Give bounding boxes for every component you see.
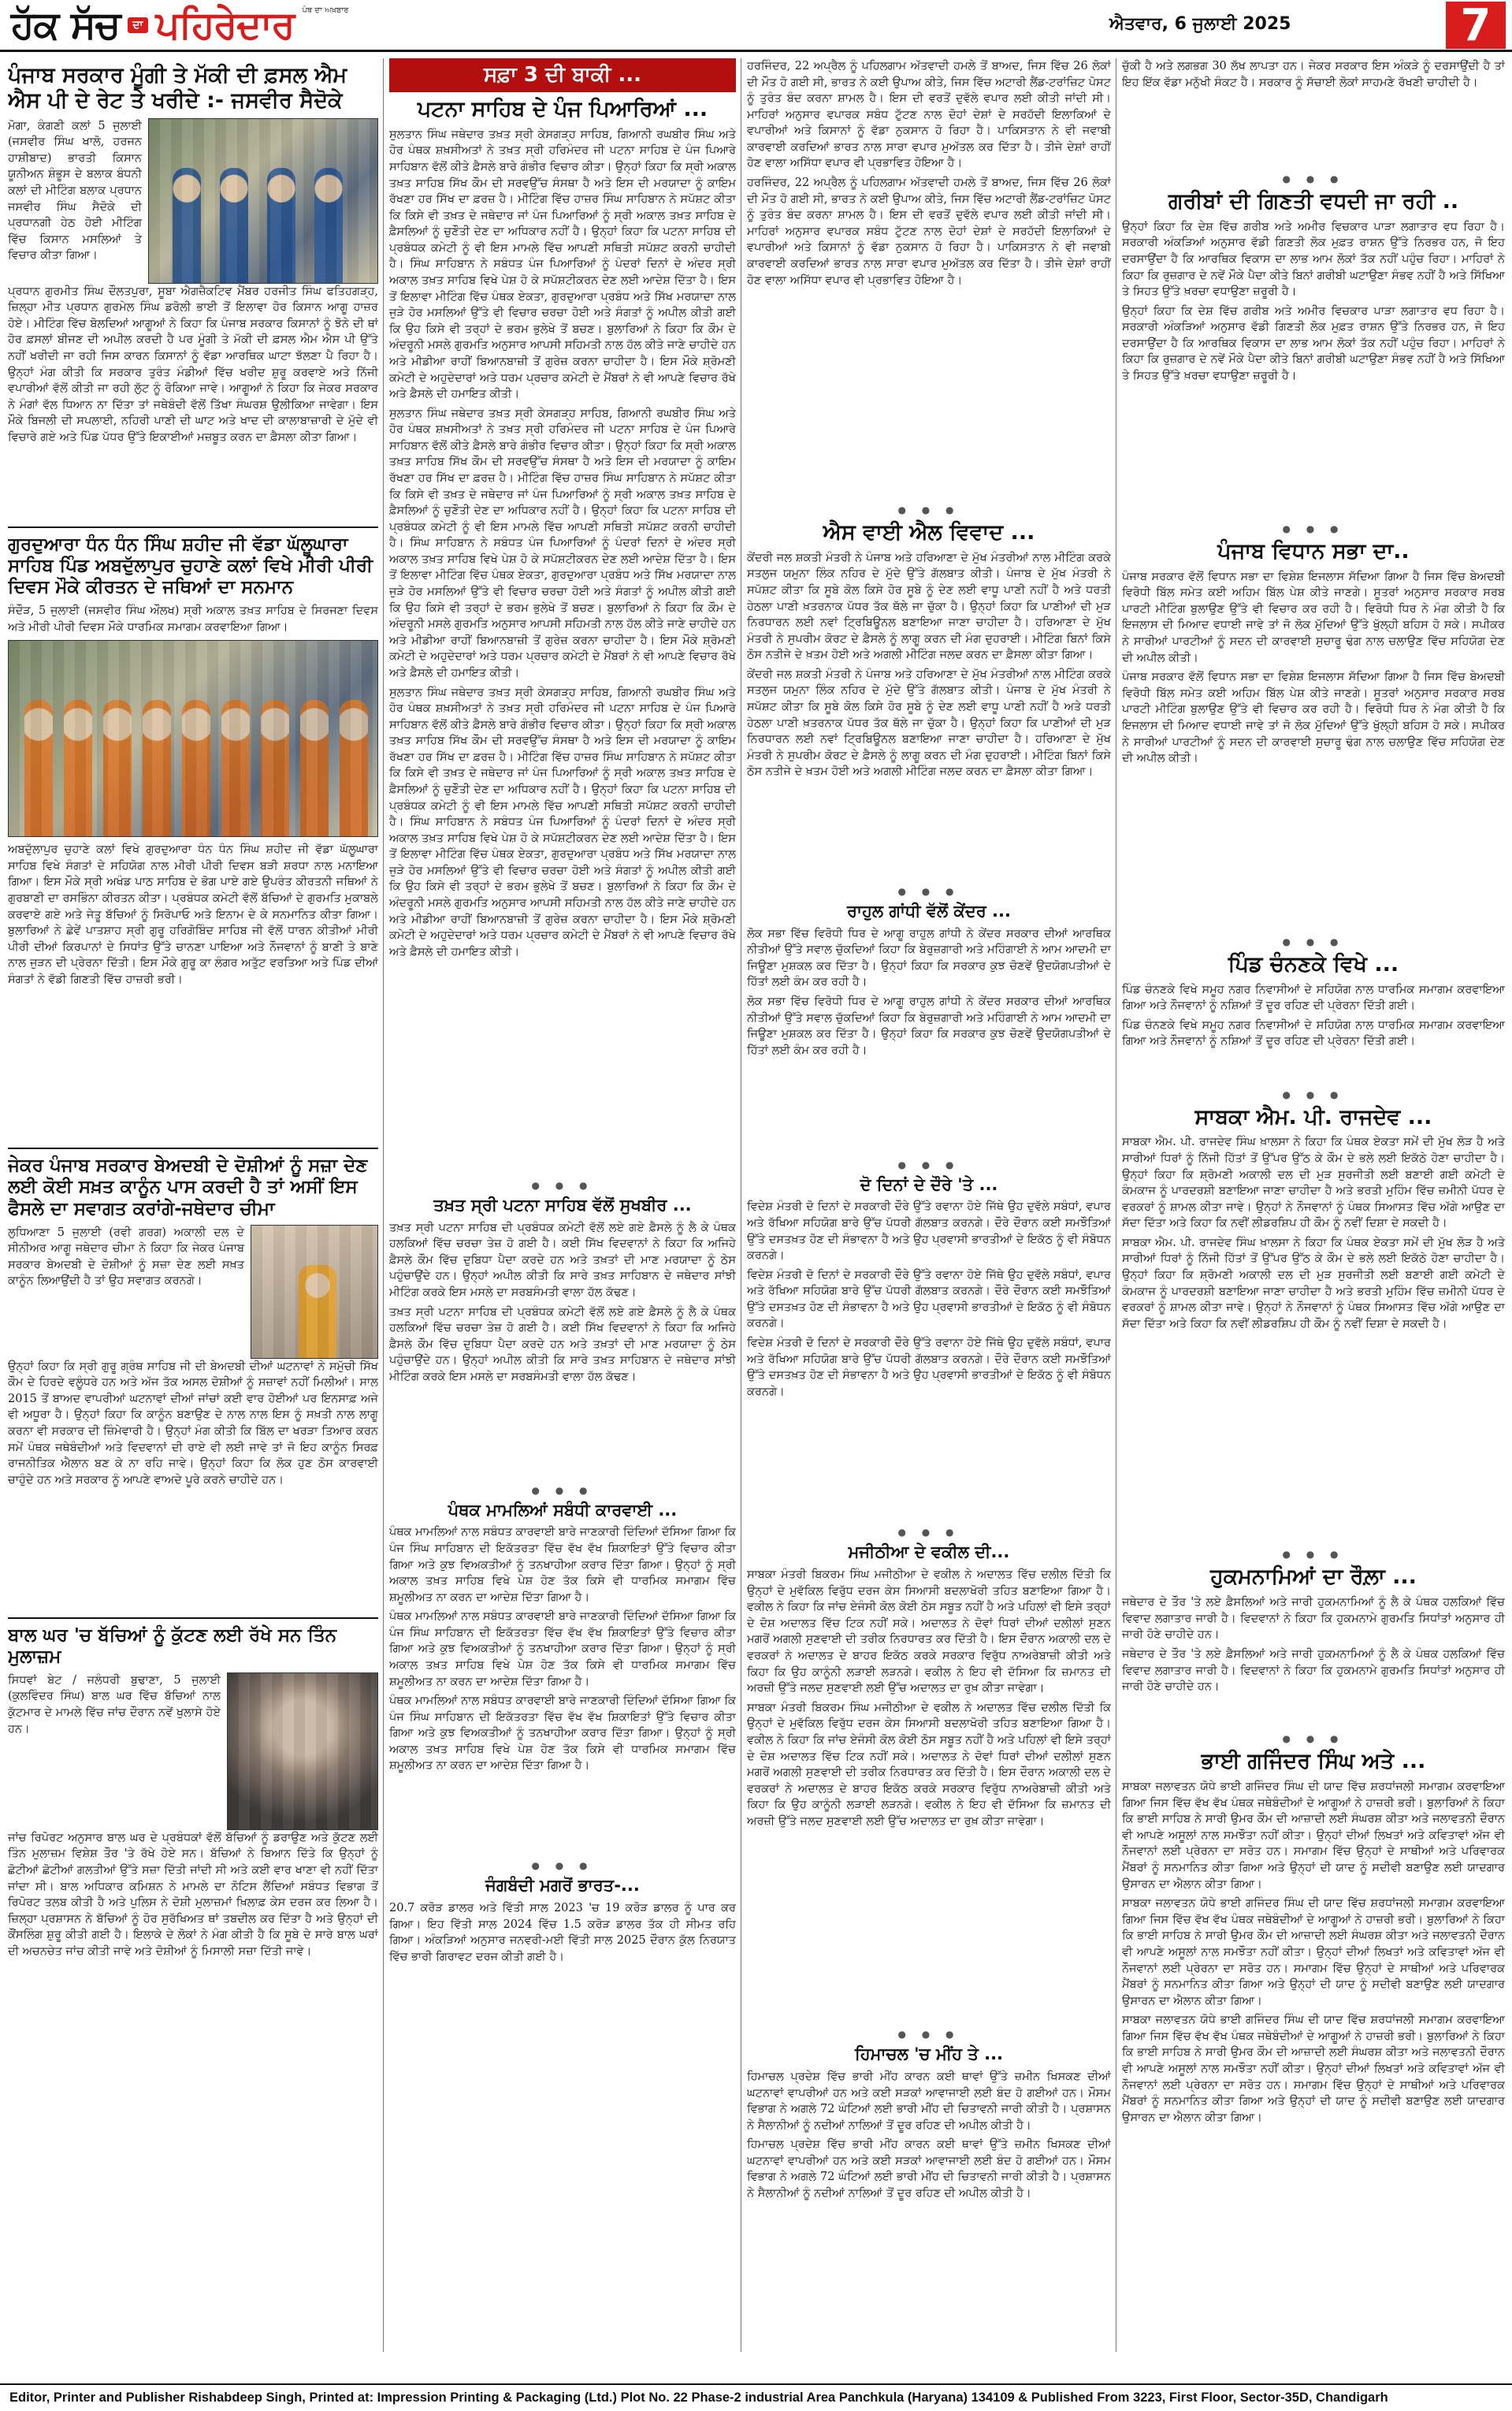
article-india-trade (389, 1876, 736, 2089)
headline: ਜੰਗਬੰਦੀ ਮਗਰੋਂ ਭਾਰਤ-... (485, 1876, 640, 1896)
imprint-footer: Editor, Printer and Publisher Rishabdeep Singh, Printed at: Impression Printing & Packaging (Ltd.) Plot No. 22 Phase-2 industrial Area Panchkula (Haryana) 134109 & Published From 3223, First Floor, Sector-35D, Chandigarh (0, 2383, 1512, 2411)
headline: ਪਿੰਡ ਚੰਨਣਕੇ ਵਿਖੇ ... (1228, 951, 1399, 977)
article-miri-piri-divas (8, 534, 378, 1142)
article-body: ਸਾਬਕਾ ਜਲਾਵਤਨ ਯੋਧੇ ਭਾਈ ਗਜਿੰਦਰ ਸਿੰਘ ਦੀ ਯਾਦ ਵਿੱਚ ਸ਼ਰਧਾਂਜਲੀ ਸਮਾਗਮ ਕਰਵਾਇਆ ਗਿਆ ਜਿਸ ਵਿੱਚ ਵੱਖ ਵੱਖ ਪੰਥਕ ਜਥੇਬੰਦੀਆਂ ਦੇ ਆਗੂਆਂ ਨੇ ਹਾਜ਼ਰੀ ਭਰੀ। ਬੁਲਾਰਿਆਂ ਨੇ ਕਿਹਾ ਕਿ ਭਾਈ ਸਾਹਿਬ ਨੇ ਸਾਰੀ ਉਮਰ ਕੌਮ ਦੀ ਆਜ਼ਾਦੀ ਲਈ ਸੰਘਰਸ਼ ਕੀਤਾ ਅਤੇ ਜਲਾਵਤਨੀ ਦੌਰਾਨ ਵੀ ਆਪਣੇ ਅਸੂਲਾਂ ਨਾਲ ਸਮਝੌਤਾ ਨਹੀਂ ਕੀਤਾ। ਉਨ੍ਹਾਂ ਦੀਆਂ ਲਿਖਤਾਂ ਅਤੇ ਕਵਿਤਾਵਾਂ ਅੱਜ ਵੀ ਨੌਜਵਾਨਾਂ ਲਈ ਪ੍ਰੇਰਨਾ ਦਾ ਸਰੋਤ ਹਨ। ਸਮਾਗਮ ਵਿੱਚ ਉਨ੍ਹਾਂ ਦੇ ਸਾਥੀਆਂ ਅਤੇ ਪਰਿਵਾਰਕ ਮੈਂਬਰਾਂ ਨੂੰ ਸਨਮਾਨਿਤ ਕੀਤਾ ਗਿਆ ਅਤੇ ਉਨ੍ਹਾਂ ਦੀ ਯਾਦ ਨੂੰ ਸਦੀਵੀ ਬਣਾਉਣ ਲਈ ਯਾਦਗਾਰ ਉਸਾਰਨ ਦਾ ਐਲਾਨ ਕੀਤਾ ਗਿਆ। ਸਾਬਕਾ ਜਲਾਵਤਨ ਯੋਧੇ ਭਾਈ ਗਜਿੰਦਰ ਸਿੰਘ ਦੀ ਯਾਦ ਵਿੱਚ ਸ਼ਰਧਾਂਜਲੀ ਸਮਾਗਮ ਕਰਵਾਇਆ ਗਿਆ ਜਿਸ ਵਿੱਚ ਵੱਖ ਵੱਖ ਪੰਥਕ ਜਥੇਬੰਦੀਆਂ ਦੇ ਆਗੂਆਂ ਨੇ ਹਾਜ਼ਰੀ ਭਰੀ। ਬੁਲਾਰਿਆਂ ਨੇ ਕਿਹਾ ਕਿ ਭਾਈ ਸਾਹਿਬ ਨੇ ਸਾਰੀ ਉਮਰ ਕੌਮ ਦੀ ਆਜ਼ਾਦੀ ਲਈ ਸੰਘਰਸ਼ ਕੀਤਾ ਅਤੇ ਜਲਾਵਤਨੀ ਦੌਰਾਨ ਵੀ ਆਪਣੇ ਅਸੂਲਾਂ ਨਾਲ ਸਮਝੌਤਾ ਨਹੀਂ ਕੀਤਾ। ਉਨ੍ਹਾਂ ਦੀਆਂ ਲਿਖਤਾਂ ਅਤੇ ਕਵਿਤਾਵਾਂ ਅੱਜ ਵੀ ਨੌਜਵਾਨਾਂ ਲਈ ਪ੍ਰੇਰਨਾ ਦਾ ਸਰੋਤ ਹਨ। ਸਮਾਗਮ ਵਿੱਚ ਉਨ੍ਹਾਂ ਦੇ ਸਾਥੀਆਂ ਅਤੇ ਪਰਿਵਾਰਕ ਮੈਂਬਰਾਂ ਨੂੰ ਸਨਮਾਨਿਤ ਕੀਤਾ ਗਿਆ ਅਤੇ ਉਨ੍ਹਾਂ ਦੀ ਯਾਦ ਨੂੰ ਸਦੀਵੀ ਬਣਾਉਣ ਲਈ ਯਾਦਗਾਰ ਉਸਾਰਨ ਦਾ ਐਲਾਨ ਕੀਤਾ ਗਿਆ। ਸਾਬਕਾ ਜਲਾਵਤਨ ਯੋਧੇ ਭਾਈ ਗਜਿੰਦਰ ਸਿੰਘ ਦੀ ਯਾਦ ਵਿੱਚ ਸ਼ਰਧਾਂਜਲੀ ਸਮਾਗਮ ਕਰਵਾਇਆ ਗਿਆ ਜਿਸ ਵਿੱਚ ਵੱਖ ਵੱਖ ਪੰਥਕ ਜਥੇਬੰਦੀਆਂ ਦੇ ਆਗੂਆਂ ਨੇ ਹਾਜ਼ਰੀ ਭਰੀ। ਬੁਲਾਰਿਆਂ ਨੇ ਕਿਹਾ ਕਿ ਭਾਈ ਸਾਹਿਬ ਨੇ ਸਾਰੀ ਉਮਰ ਕੌਮ ਦੀ ਆਜ਼ਾਦੀ ਲਈ ਸੰਘਰਸ਼ ਕੀਤਾ ਅਤੇ ਜਲਾਵਤਨੀ ਦੌਰਾਨ ਵੀ ਆਪਣੇ ਅਸੂਲਾਂ ਨਾਲ ਸਮਝੌਤਾ ਨਹੀਂ ਕੀਤਾ। ਉਨ੍ਹਾਂ ਦੀਆਂ ਲਿਖਤਾਂ ਅਤੇ ਕਵਿਤਾਵਾਂ ਅੱਜ ਵੀ ਨੌਜਵਾਨਾਂ ਲਈ ਪ੍ਰੇਰਨਾ ਦਾ ਸਰੋਤ ਹਨ। ਸਮਾਗਮ ਵਿੱਚ ਉਨ੍ਹਾਂ ਦੇ ਸਾਥੀਆਂ ਅਤੇ ਪਰਿਵਾਰਕ ਮੈਂਬਰਾਂ ਨੂੰ ਸਨਮਾਨਿਤ ਕੀਤਾ ਗਿਆ ਅਤੇ ਉਨ੍ਹਾਂ ਦੀ ਯਾਦ ਨੂੰ ਸਦੀਵੀ ਬਣਾਉਣ ਲਈ ਯਾਦਗਾਰ ਉਸਾਰਨ ਦਾ ਐਲਾਨ ਕੀਤਾ ਗਿਆ। (1122, 1780, 1505, 2124)
headline: ਐਸ ਵਾਈ ਐਲ ਵਿਵਾਦ ... (823, 520, 1035, 545)
headline: ਪੰਥਕ ਮਾਮਲਿਆਂ ਸਬੰਧੀ ਕਾਰਵਾਈ ... (448, 1500, 678, 1520)
article-majithia-lawyer (747, 1542, 1111, 2024)
article-body: ਜਾਂਚ ਰਿਪੋਰਟ ਅਨੁਸਾਰ ਬਾਲ ਘਰ ਦੇ ਪ੍ਰਬੰਧਕਾਂ ਵੱਲੋਂ ਬੱਚਿਆਂ ਨੂੰ ਡਰਾਉਣ ਅਤੇ ਕੁੱਟਣ ਲਈ ਤਿੰਨ ਮੁਲਾਜ਼ਮ ਵਿਸ਼ੇਸ਼ ਤੌਰ 'ਤੇ ਰੱਖੇ ਹੋਏ ਸਨ। ਬੱਚਿਆਂ ਨੇ ਬਿਆਨ ਦਿੱਤੇ ਕਿ ਉਨ੍ਹਾਂ ਨੂੰ ਛੋਟੀਆਂ ਛੋਟੀਆਂ ਗਲਤੀਆਂ ਉੱਤੇ ਸਜ਼ਾ ਦਿੱਤੀ ਜਾਂਦੀ ਸੀ ਅਤੇ ਕਈ ਵਾਰ ਖਾਣਾ ਵੀ ਨਹੀਂ ਦਿੱਤਾ ਜਾਂਦਾ ਸੀ। ਬਾਲ ਅਧਿਕਾਰ ਕਮਿਸ਼ਨ ਨੇ ਮਾਮਲੇ ਦਾ ਨੋਟਿਸ ਲੈਂਦਿਆਂ ਸਬੰਧਤ ਵਿਭਾਗ ਤੋਂ ਰਿਪੋਰਟ ਤਲਬ ਕੀਤੀ ਹੈ ਅਤੇ ਪੁਲਿਸ ਨੇ ਦੋਸ਼ੀ ਮੁਲਾਜ਼ਮਾਂ ਖ਼ਿਲਾਫ਼ ਕੇਸ ਦਰਜ ਕਰ ਲਿਆ ਹੈ। ਜ਼ਿਲ੍ਹਾ ਪ੍ਰਸ਼ਾਸਨ ਨੇ ਬੱਚਿਆਂ ਨੂੰ ਹੋਰ ਸੁਰੱਖਿਅਤ ਥਾਂ ਤਬਦੀਲ ਕਰ ਦਿੱਤਾ ਹੈ ਅਤੇ ਉਨ੍ਹਾਂ ਦੀ ਕੌਂਸਲਿੰਗ ਸ਼ੁਰੂ ਕੀਤੀ ਗਈ ਹੈ। ਇਲਾਕੇ ਦੇ ਲੋਕਾਂ ਨੇ ਮੰਗ ਕੀਤੀ ਹੈ ਕਿ ਸੂਬੇ ਦੇ ਸਾਰੇ ਬਾਲ ਘਰਾਂ ਦੀ ਅਚਨਚੇਤ ਜਾਂਚ ਕੀਤੀ ਜਾਵੇ ਅਤੇ ਦੋਸ਼ੀਆਂ ਨੂੰ ਮਿਸਾਲੀ ਸਜ਼ਾ ਦਿੱਤੀ ਜਾਵੇ। (8, 1831, 378, 1958)
article-body: ਹਰਜਿੰਦਰ, 22 ਅਪ੍ਰੈਲ ਨੂੰ ਪਹਿਲਗਾਮ ਅੱਤਵਾਦੀ ਹਮਲੇ ਤੋਂ ਬਾਅਦ, ਜਿਸ ਵਿੱਚ 26 ਲੋਕਾਂ ਦੀ ਮੌਤ ਹੋ ਗਈ ਸੀ, ਭਾਰਤ ਨੇ ਕਈ ਉਪਾਅ ਕੀਤੇ, ਜਿਸ ਵਿੱਚ ਅਟਾਰੀ ਲੈਂਡ-ਟਰਾਂਜ਼ਿਟ ਪੋਸਟ ਨੂੰ ਤੁਰੰਤ ਬੰਦ ਕਰਨਾ ਸ਼ਾਮਲ ਹੈ। ਇਸ ਦੀ ਵਰਤੋਂ ਦੁਵੱਲੇ ਵਪਾਰ ਲਈ ਕੀਤੀ ਜਾਂਦੀ ਸੀ। ਮਾਹਿਰਾਂ ਅਨੁਸਾਰ ਵਪਾਰਕ ਸਬੰਧ ਟੁੱਟਣ ਨਾਲ ਦੋਹਾਂ ਦੇਸ਼ਾਂ ਦੇ ਸਰਹੱਦੀ ਇਲਾਕਿਆਂ ਦੇ ਵਪਾਰੀਆਂ ਅਤੇ ਕਿਸਾਨਾਂ ਨੂੰ ਵੱਡਾ ਨੁਕਸਾਨ ਹੋ ਰਿਹਾ ਹੈ। ਪਾਕਿਸਤਾਨ ਨੇ ਵੀ ਜਵਾਬੀ ਕਾਰਵਾਈ ਕਰਦਿਆਂ ਭਾਰਤ ਨਾਲ ਸਾਰਾ ਵਪਾਰ ਮੁਅੱਤਲ ਕਰ ਦਿੱਤਾ ਹੈ। ਤੀਜੇ ਦੇਸ਼ਾਂ ਰਾਹੀਂ ਹੋਣ ਵਾਲਾ ਅਸਿੱਧਾ ਵਪਾਰ ਵੀ ਪ੍ਰਭਾਵਿਤ ਹੋਇਆ ਹੈ। ਹਰਜਿੰਦਰ, 22 ਅਪ੍ਰੈਲ ਨੂੰ ਪਹਿਲਗਾਮ ਅੱਤਵਾਦੀ ਹਮਲੇ ਤੋਂ ਬਾਅਦ, ਜਿਸ ਵਿੱਚ 26 ਲੋਕਾਂ ਦੀ ਮੌਤ ਹੋ ਗਈ ਸੀ, ਭਾਰਤ ਨੇ ਕਈ ਉਪਾਅ ਕੀਤੇ, ਜਿਸ ਵਿੱਚ ਅਟਾਰੀ ਲੈਂਡ-ਟਰਾਂਜ਼ਿਟ ਪੋਸਟ ਨੂੰ ਤੁਰੰਤ ਬੰਦ ਕਰਨਾ ਸ਼ਾਮਲ ਹੈ। ਇਸ ਦੀ ਵਰਤੋਂ ਦੁਵੱਲੇ ਵਪਾਰ ਲਈ ਕੀਤੀ ਜਾਂਦੀ ਸੀ। ਮਾਹਿਰਾਂ ਅਨੁਸਾਰ ਵਪਾਰਕ ਸਬੰਧ ਟੁੱਟਣ ਨਾਲ ਦੋਹਾਂ ਦੇਸ਼ਾਂ ਦੇ ਸਰਹੱਦੀ ਇਲਾਕਿਆਂ ਦੇ ਵਪਾਰੀਆਂ ਅਤੇ ਕਿਸਾਨਾਂ ਨੂੰ ਵੱਡਾ ਨੁਕਸਾਨ ਹੋ ਰਿਹਾ ਹੈ। ਪਾਕਿਸਤਾਨ ਨੇ ਵੀ ਜਵਾਬੀ ਕਾਰਵਾਈ ਕਰਦਿਆਂ ਭਾਰਤ ਨਾਲ ਸਾਰਾ ਵਪਾਰ ਮੁਅੱਤਲ ਕਰ ਦਿੱਤਾ ਹੈ। ਤੀਜੇ ਦੇਸ਼ਾਂ ਰਾਹੀਂ ਹੋਣ ਵਾਲਾ ਅਸਿੱਧਾ ਵਪਾਰ ਵੀ ਪ੍ਰਭਾਵਿਤ ਹੋਇਆ ਹੈ। (747, 60, 1111, 287)
article-pind-channanke (1122, 952, 1505, 1085)
headline: ਪਟਨਾ ਸਾਹਿਬ ਦੇ ਪੰਜ ਪਿਆਰਿਆਂ ... (417, 97, 708, 121)
headline: ਗੁਰਦੁਆਰਾ ਧੰਨ ਧੰਨ ਸਿੰਘ ਸ਼ਹੀਦ ਜੀ ਵੱਡਾ ਘੱਲੂਘਾਰਾ ਸਾਹਿਬ ਪਿੰਡ ਅਬਦੁੱਲਾਪੁਰ ਚੁਹਾਣੇ ਕਲਾਂ ਵਿਖੇ ਮੀਰੀ ਪੀਰੀ ਦਿਵਸ ਮੌਕੇ ਕੀਰਤਨ ਦੇ ਜਥਿਆਂ ਦਾ ਸਨਮਾਨ (8, 534, 373, 597)
column-4: ਚੁੱਕੀ ਹੈ ਅਤੇ ਲਗਭਗ 30 ਲੱਖ ਲਾਪਤਾ ਹਨ। ਜੇਕਰ ਸਰਕਾਰ ਇਸ ਅੰਕੜੇ ਨੂੰ ਦਰਸਾਉਂਦੀ ਹੈ ਤਾਂ ਇਹ ਇੱਕ ਵੱਡਾ ਮਨੁੱਖੀ ਸੰਕਟ ਹੈ। ਸਰਕਾਰ ਨੂੰ ਸੱਚਾਈ ਲੋਕਾਂ ਸਾਹਮਣੇ ਰੱਖਣੀ ਚਾਹੀਦੀ ਹੈ। ● ● ● ਗਰੀਬਾਂ ਦੀ ਗਿਣਤੀ ਵਧਦੀ ਜਾ ਰਹੀ .. ਉਨ੍ਹਾਂ ਕਿਹਾ ਕਿ ਦੇਸ਼ ਵਿੱਚ ਗਰੀਬ ਅਤੇ ਅਮੀਰ ਵਿਚਕਾਰ ਪਾੜਾ ਲਗਾਤਾਰ ਵਧ ਰਿਹਾ ਹੈ। ਸਰਕਾਰੀ ਅੰਕੜਿਆਂ ਅਨੁਸਾਰ ਵੱਡੀ ਗਿਣਤੀ ਲੋਕ ਮੁਫ਼ਤ ਰਾਸ਼ਨ ਉੱਤੇ ਨਿਰਭਰ ਹਨ, ਜੋ ਇਹ ਦਰਸਾਉਂਦਾ ਹੈ ਕਿ ਆਰਥਿਕ ਵਿਕਾਸ ਦਾ ਲਾਭ ਆਮ ਲੋਕਾਂ ਤੱਕ ਨਹੀਂ ਪਹੁੰਚ ਰਿਹਾ। ਮਾਹਿਰਾਂ ਨੇ ਕਿਹਾ ਕਿ ਰੁਜ਼ਗਾਰ ਦੇ ਨਵੇਂ ਮੌਕੇ ਪੈਦਾ ਕੀਤੇ ਬਿਨਾਂ ਗਰੀਬੀ ਘਟਾਉਣਾ ਸੰਭਵ ਨਹੀਂ ਹੈ ਅਤੇ ਸਿੱਖਿਆ ਤੇ ਸਿਹਤ ਉੱਤੇ ਖ਼ਰਚਾ ਵਧਾਉਣਾ ਜ਼ਰੂਰੀ ਹੈ। ਉਨ੍ਹਾਂ ਕਿਹਾ ਕਿ ਦੇਸ਼ ਵਿੱਚ ਗਰੀਬ ਅਤੇ ਅਮੀਰ ਵਿਚਕਾਰ ਪਾੜਾ ਲਗਾਤਾਰ ਵਧ ਰਿਹਾ ਹੈ। ਸਰਕਾਰੀ ਅੰਕੜਿਆਂ ਅਨੁਸਾਰ ਵੱਡੀ ਗਿਣਤੀ ਲੋਕ ਮੁਫ਼ਤ ਰਾਸ਼ਨ ਉੱਤੇ ਨਿਰਭਰ ਹਨ, ਜੋ ਇਹ ਦਰਸਾਉਂਦਾ ਹੈ ਕਿ ਆਰਥਿਕ ਵਿਕਾਸ ਦਾ ਲਾਭ ਆਮ ਲੋਕਾਂ ਤੱਕ ਨਹੀਂ ਪਹੁੰਚ ਰਿਹਾ। ਮਾਹਿਰਾਂ ਨੇ ਕਿਹਾ ਕਿ ਰੁਜ਼ਗਾਰ ਦੇ ਨਵੇਂ ਮੌਕੇ ਪੈਦਾ ਕੀਤੇ ਬਿਨਾਂ ਗਰੀਬੀ ਘਟਾਉਣਾ ਸੰਭਵ ਨਹੀਂ ਹੈ ਅਤੇ ਸਿੱਖਿਆ ਤੇ ਸਿਹਤ ਉੱਤੇ ਖ਼ਰਚਾ ਵਧਾਉਣਾ ਜ਼ਰੂਰੀ ਹੈ। ● ● ● ਪੰਜਾਬ ਵਿਧਾਨ ਸਭਾ ਦਾ.. ਪੰਜਾਬ ਸਰਕਾਰ ਵੱਲੋਂ ਵਿਧਾਨ ਸਭਾ ਦਾ ਵਿਸ਼ੇਸ਼ ਇਜਲਾਸ ਸੱਦਿਆ ਗਿਆ ਹੈ ਜਿਸ ਵਿੱਚ ਬੇਅਦਬੀ ਵਿਰੋਧੀ ਬਿੱਲ ਸਮੇਤ ਕਈ ਅਹਿਮ ਬਿੱਲ ਪੇਸ਼ ਕੀਤੇ ਜਾਣਗੇ। ਸੂਤਰਾਂ ਅਨੁਸਾਰ ਸਰਕਾਰ ਸਰਬ ਪਾਰਟੀ ਮੀਟਿੰਗ ਬੁਲਾਉਣ ਉੱਤੇ ਵੀ ਵਿਚਾਰ ਕਰ ਰਹੀ ਹੈ। ਵਿਰੋਧੀ ਧਿਰ ਨੇ ਮੰਗ ਕੀਤੀ ਹੈ ਕਿ ਇਜਲਾਸ ਦੀ ਮਿਆਦ ਵਧਾਈ ਜਾਵੇ ਤਾਂ ਜੋ ਲੋਕ ਮੁੱਦਿਆਂ ਉੱਤੇ ਖੁੱਲ੍ਹੀ ਬਹਿਸ ਹੋ ਸਕੇ। ਸਪੀਕਰ ਨੇ ਸਾਰੀਆਂ ਪਾਰਟੀਆਂ ਨੂੰ ਸਦਨ ਦੀ ਕਾਰਵਾਈ ਸੁਚਾਰੂ ਢੰਗ ਨਾਲ ਚਲਾਉਣ ਵਿੱਚ ਸਹਿਯੋਗ ਦੇਣ ਦੀ ਅਪੀਲ ਕੀਤੀ। ਪੰਜਾਬ ਸਰਕਾਰ ਵੱਲੋਂ ਵਿਧਾਨ ਸਭਾ ਦਾ ਵਿਸ਼ੇਸ਼ ਇਜਲਾਸ ਸੱਦਿਆ ਗਿਆ ਹੈ ਜਿਸ ਵਿੱਚ ਬੇਅਦਬੀ ਵਿਰੋਧੀ ਬਿੱਲ ਸਮੇਤ ਕਈ ਅਹਿਮ ਬਿੱਲ ਪੇਸ਼ ਕੀਤੇ ਜਾਣਗੇ। ਸੂਤਰਾਂ ਅਨੁਸਾਰ ਸਰਕਾਰ ਸਰਬ ਪਾਰਟੀ ਮੀਟਿੰਗ ਬੁਲਾਉਣ ਉੱਤੇ ਵੀ ਵਿਚਾਰ ਕਰ ਰਹੀ ਹੈ। ਵਿਰੋਧੀ ਧਿਰ ਨੇ ਮੰਗ ਕੀਤੀ ਹੈ ਕਿ ਇਜਲਾਸ ਦੀ ਮਿਆਦ ਵਧਾਈ ਜਾਵੇ ਤਾਂ ਜੋ ਲੋਕ ਮੁੱਦਿਆਂ ਉੱਤੇ ਖੁੱਲ੍ਹੀ ਬਹਿਸ ਹੋ ਸਕੇ। ਸਪੀਕਰ ਨੇ ਸਾਰੀਆਂ ਪਾਰਟੀਆਂ ਨੂੰ ਸਦਨ ਦੀ ਕਾਰਵਾਈ ਸੁਚਾਰੂ ਢੰਗ ਨਾਲ ਚਲਾਉਣ ਵਿੱਚ ਸਹਿਯੋਗ ਦੇਣ ਦੀ ਅਪੀਲ ਕੀਤੀ। ● ● ● ਪਿੰਡ ਚੰਨਣਕੇ ਵਿਖੇ ... ਪਿੰਡ ਚੰਨਣਕੇ ਵਿਖੇ ਸਮੂਹ ਨਗਰ ਨਿਵਾਸੀਆਂ ਦੇ ਸਹਿਯੋਗ ਨਾਲ ਧਾਰਮਿਕ ਸਮਾਗਮ ਕਰਵਾਇਆ ਗਿਆ ਅਤੇ ਨੌਜਵਾਨਾਂ ਨੂੰ ਨਸ਼ਿਆਂ ਤੋਂ ਦੂਰ ਰਹਿਣ ਦੀ ਪ੍ਰੇਰਨਾ ਦਿੱਤੀ ਗਈ। ਪਿੰਡ ਚੰਨਣਕੇ ਵਿਖੇ ਸਮੂਹ ਨਗਰ ਨਿਵਾਸੀਆਂ ਦੇ ਸਹਿਯੋਗ ਨਾਲ ਧਾਰਮਿਕ ਸਮਾਗਮ ਕਰਵਾਇਆ ਗਿਆ ਅਤੇ ਨੌਜਵਾਨਾਂ ਨੂੰ ਨਸ਼ਿਆਂ ਤੋਂ ਦੂਰ ਰਹਿਣ ਦੀ ਪ੍ਰੇਰਨਾ ਦਿੱਤੀ ਗਈ। ● ● ● ਸਾਬਕਾ ਐਮ. ਪੀ. ਰਾਜਦੇਵ ... ਸਾਬਕਾ ਐਮ. ਪੀ. ਰਾਜਦੇਵ ਸਿੰਘ ਖ਼ਾਲਸਾ ਨੇ ਕਿਹਾ ਕਿ ਪੰਥਕ ਏਕਤਾ ਸਮੇਂ ਦੀ ਮੁੱਖ ਲੋੜ ਹੈ ਅਤੇ ਸਾਰੀਆਂ ਧਿਰਾਂ ਨੂੰ ਨਿੱਜੀ ਹਿੱਤਾਂ ਤੋਂ ਉੱਪਰ ਉੱਠ ਕੇ ਕੌਮ ਦੇ ਭਲੇ ਲਈ ਇਕੱਠੇ ਹੋਣਾ ਚਾਹੀਦਾ ਹੈ। ਉਨ੍ਹਾਂ ਕਿਹਾ ਕਿ ਸ਼੍ਰੋਮਣੀ ਅਕਾਲੀ ਦਲ ਦੀ ਮੁੜ ਸੁਰਜੀਤੀ ਲਈ ਬਣਾਈ ਗਈ ਕਮੇਟੀ ਦੇ ਕੰਮਕਾਜ ਨੂੰ ਪਾਰਦਰਸ਼ੀ ਬਣਾਇਆ ਜਾਣਾ ਚਾਹੀਦਾ ਹੈ ਅਤੇ ਭਰਤੀ ਮੁਹਿੰਮ ਵਿੱਚ ਜ਼ਮੀਨੀ ਪੱਧਰ ਦੇ ਵਰਕਰਾਂ ਨੂੰ ਸ਼ਾਮਲ ਕੀਤਾ ਜਾਵੇ। ਉਨ੍ਹਾਂ ਨੇ ਨੌਜਵਾਨਾਂ ਨੂੰ ਪੰਥਕ ਸਿਆਸਤ ਵਿੱਚ ਅੱਗੇ ਆਉਣ ਦਾ ਸੱਦਾ ਦਿੱਤਾ ਅਤੇ ਕਿਹਾ ਕਿ ਨਵੀਂ ਲੀਡਰਸ਼ਿਪ ਹੀ ਕੌਮ ਨੂੰ ਨਵੀਂ ਦਿਸ਼ਾ ਦੇ ਸਕਦੀ ਹੈ। ਸਾਬਕਾ ਐਮ. ਪੀ. ਰਾਜਦੇਵ ਸਿੰਘ ਖ਼ਾਲਸਾ ਨੇ ਕਿਹਾ ਕਿ ਪੰਥਕ ਏਕਤਾ ਸਮੇਂ ਦੀ ਮੁੱਖ ਲੋੜ ਹੈ ਅਤੇ ਸਾਰੀਆਂ ਧਿਰਾਂ ਨੂੰ ਨਿੱਜੀ ਹਿੱਤਾਂ ਤੋਂ ਉੱਪਰ ਉੱਠ ਕੇ ਕੌਮ ਦੇ ਭਲੇ ਲਈ ਇਕੱਠੇ ਹੋਣਾ ਚਾਹੀਦਾ ਹੈ। ਉਨ੍ਹਾਂ ਕਿਹਾ ਕਿ ਸ਼੍ਰੋਮਣੀ ਅਕਾਲੀ ਦਲ ਦੀ ਮੁੜ ਸੁਰਜੀਤੀ ਲਈ ਬਣਾਈ ਗਈ ਕਮੇਟੀ ਦੇ ਕੰਮਕਾਜ ਨੂੰ ਪਾਰਦਰਸ਼ੀ ਬਣਾਇਆ ਜਾਣਾ ਚਾਹੀਦਾ ਹੈ ਅਤੇ ਭਰਤੀ ਮੁਹਿੰਮ ਵਿੱਚ ਜ਼ਮੀਨੀ ਪੱਧਰ ਦੇ ਵਰਕਰਾਂ ਨੂੰ ਸ਼ਾਮਲ ਕੀਤਾ ਜਾਵੇ। ਉਨ੍ਹਾਂ ਨੇ ਨੌਜਵਾਨਾਂ ਨੂੰ ਪੰਥਕ ਸਿਆਸਤ ਵਿੱਚ ਅੱਗੇ ਆਉਣ ਦਾ ਸੱਦਾ ਦਿੱਤਾ ਅਤੇ ਕਿਹਾ ਕਿ ਨਵੀਂ ਲੀਡਰਸ਼ਿਪ ਹੀ ਕੌਮ ਨੂੰ ਨਵੀਂ ਦਿਸ਼ਾ ਦੇ ਸਕਦੀ ਹੈ। ● ● ● ਹੁਕਮਨਾਮਿਆਂ ਦਾ ਰੌਲ਼ਾ ... ਜਥੇਦਾਰ ਦੇ ਤੌਰ 'ਤੇ ਲਏ ਫ਼ੈਸਲਿਆਂ ਅਤੇ ਜਾਰੀ ਹੁਕਮਨਾਮਿਆਂ ਨੂੰ ਲੈ ਕੇ ਪੰਥਕ ਹਲਕਿਆਂ ਵਿੱਚ ਵਿਵਾਦ ਲਗਾਤਾਰ ਜਾਰੀ ਹੈ। ਵਿਦਵਾਨਾਂ ਨੇ ਕਿਹਾ ਕਿ ਹੁਕਮਨਾਮੇ ਗੁਰਮਤਿ ਸਿਧਾਂਤਾਂ ਅਨੁਸਾਰ ਹੀ ਜਾਰੀ ਹੋਣੇ ਚਾਹੀਦੇ ਹਨ। ਜਥੇਦਾਰ ਦੇ ਤੌਰ 'ਤੇ ਲਏ ਫ਼ੈਸਲਿਆਂ ਅਤੇ ਜਾਰੀ ਹੁਕਮਨਾਮਿਆਂ ਨੂੰ ਲੈ ਕੇ ਪੰਥਕ ਹਲਕਿਆਂ ਵਿੱਚ ਵਿਵਾਦ ਲਗਾਤਾਰ ਜਾਰੀ ਹੈ। ਵਿਦਵਾਨਾਂ ਨੇ ਕਿਹਾ ਕਿ ਹੁਕਮਨਾਮੇ ਗੁਰਮਤਿ ਸਿਧਾਂਤਾਂ ਅਨੁਸਾਰ ਹੀ ਜਾਰੀ ਹੋਣੇ ਚਾਹੀਦੇ ਹਨ। ● ● ● ਭਾਈ ਗਜਿੰਦਰ ਸਿੰਘ ਅਤੇ ... ਸਾਬਕਾ ਜਲਾਵਤਨ ਯੋਧੇ ਭਾਈ ਗਜਿੰਦਰ ਸਿੰਘ ਦੀ ਯਾਦ ਵਿੱਚ ਸ਼ਰਧਾਂਜਲੀ ਸਮਾਗਮ ਕਰਵਾਇਆ ਗਿਆ ਜਿਸ ਵਿੱਚ ਵੱਖ ਵੱਖ ਪੰਥਕ ਜਥੇਬੰਦੀਆਂ ਦੇ ਆਗੂਆਂ ਨੇ ਹਾਜ਼ਰੀ ਭਰੀ। ਬੁਲਾਰਿਆਂ ਨੇ ਕਿਹਾ ਕਿ ਭਾਈ ਸਾਹਿਬ ਨੇ ਸਾਰੀ ਉਮਰ ਕੌਮ ਦੀ ਆਜ਼ਾਦੀ ਲਈ ਸੰਘਰਸ਼ ਕੀਤਾ ਅਤੇ ਜਲਾਵਤਨੀ ਦੌਰਾਨ ਵੀ ਆਪਣੇ ਅਸੂਲਾਂ ਨਾਲ ਸਮਝੌਤਾ ਨਹੀਂ ਕੀਤਾ। ਉਨ੍ਹਾਂ ਦੀਆਂ ਲਿਖਤਾਂ ਅਤੇ ਕਵਿਤਾਵਾਂ ਅੱਜ ਵੀ ਨੌਜਵਾਨਾਂ ਲਈ ਪ੍ਰੇਰਨਾ ਦਾ ਸਰੋਤ ਹਨ। ਸਮਾਗਮ ਵਿੱਚ ਉਨ੍ਹਾਂ ਦੇ ਸਾਥੀਆਂ ਅਤੇ ਪਰਿਵਾਰਕ ਮੈਂਬਰਾਂ ਨੂੰ ਸਨਮਾਨਿਤ ਕੀਤਾ ਗਿਆ ਅਤੇ ਉਨ੍ਹਾਂ ਦੀ ਯਾਦ ਨੂੰ ਸਦੀਵੀ ਬਣਾਉਣ ਲਈ ਯਾਦਗਾਰ ਉਸਾਰਨ ਦਾ ਐਲਾਨ ਕੀਤਾ ਗਿਆ। ਸਾਬਕਾ ਜਲਾਵਤਨ ਯੋਧੇ ਭਾਈ ਗਜਿੰਦਰ ਸਿੰਘ ਦੀ ਯਾਦ ਵਿੱਚ ਸ਼ਰਧਾਂਜਲੀ ਸਮਾਗਮ ਕਰਵਾਇਆ ਗਿਆ ਜਿਸ ਵਿੱਚ ਵੱਖ ਵੱਖ ਪੰਥਕ ਜਥੇਬੰਦੀਆਂ ਦੇ ਆਗੂਆਂ ਨੇ ਹਾਜ਼ਰੀ ਭਰੀ। ਬੁਲਾਰਿਆਂ ਨੇ ਕਿਹਾ ਕਿ ਭਾਈ ਸਾਹਿਬ ਨੇ ਸਾਰੀ ਉਮਰ ਕੌਮ ਦੀ ਆਜ਼ਾਦੀ ਲਈ ਸੰਘਰਸ਼ ਕੀਤਾ ਅਤੇ ਜਲਾਵਤਨੀ ਦੌਰਾਨ ਵੀ ਆਪਣੇ ਅਸੂਲਾਂ ਨਾਲ ਸਮਝੌਤਾ ਨਹੀਂ ਕੀਤਾ। ਉਨ੍ਹਾਂ ਦੀਆਂ ਲਿਖਤਾਂ ਅਤੇ ਕਵਿਤਾਵਾਂ ਅੱਜ ਵੀ ਨੌਜਵਾਨਾਂ ਲਈ ਪ੍ਰੇਰਨਾ ਦਾ ਸਰੋਤ ਹਨ। ਸਮਾਗਮ ਵਿੱਚ ਉਨ੍ਹਾਂ ਦੇ ਸਾਥੀਆਂ ਅਤੇ ਪਰਿਵਾਰਕ ਮੈਂਬਰਾਂ ਨੂੰ ਸਨਮਾਨਿਤ ਕੀਤਾ ਗਿਆ ਅਤੇ ਉਨ੍ਹਾਂ ਦੀ ਯਾਦ ਨੂੰ ਸਦੀਵੀ ਬਣਾਉਣ ਲਈ ਯਾਦਗਾਰ ਉਸਾਰਨ ਦਾ ਐਲਾਨ ਕੀਤਾ ਗਿਆ। ਸਾਬਕਾ ਜਲਾਵਤਨ ਯੋਧੇ ਭਾਈ ਗਜਿੰਦਰ ਸਿੰਘ ਦੀ ਯਾਦ ਵਿੱਚ ਸ਼ਰਧਾਂਜਲੀ ਸਮਾਗਮ ਕਰਵਾਇਆ ਗਿਆ ਜਿਸ ਵਿੱਚ ਵੱਖ ਵੱਖ ਪੰਥਕ ਜਥੇਬੰਦੀਆਂ ਦੇ ਆਗੂਆਂ ਨੇ ਹਾਜ਼ਰੀ ਭਰੀ। ਬੁਲਾਰਿਆਂ ਨੇ ਕਿਹਾ ਕਿ ਭਾਈ ਸਾਹਿਬ ਨੇ ਸਾਰੀ ਉਮਰ ਕੌਮ ਦੀ ਆਜ਼ਾਦੀ ਲਈ ਸੰਘਰਸ਼ ਕੀਤਾ ਅਤੇ ਜਲਾਵਤਨੀ ਦੌਰਾਨ ਵੀ ਆਪਣੇ ਅਸੂਲਾਂ ਨਾਲ ਸਮਝੌਤਾ ਨਹੀਂ ਕੀਤਾ। ਉਨ੍ਹਾਂ ਦੀਆਂ ਲਿਖਤਾਂ ਅਤੇ ਕਵਿਤਾਵਾਂ ਅੱਜ ਵੀ ਨੌਜਵਾਨਾਂ ਲਈ ਪ੍ਰੇਰਨਾ ਦਾ ਸਰੋਤ ਹਨ। ਸਮਾਗਮ ਵਿੱਚ ਉਨ੍ਹਾਂ ਦੇ ਸਾਥੀਆਂ ਅਤੇ ਪਰਿਵਾਰਕ ਮੈਂਬਰਾਂ ਨੂੰ ਸਨਮਾਨਿਤ ਕੀਤਾ ਗਿਆ ਅਤੇ ਉਨ੍ਹਾਂ ਦੀ ਯਾਦ ਨੂੰ ਸਦੀਵੀ ਬਣਾਉਣ ਲਈ ਯਾਦਗਾਰ ਉਸਾਰਨ ਦਾ ਐਲਾਨ ਕੀਤਾ ਗਿਆ। (1122, 58, 1505, 2352)
meeting-photo (148, 118, 378, 284)
headline: ਪੰਜਾਬ ਸਰਕਾਰ ਮੂੰਗੀ ਤੇ ਮੱਕੀ ਦੀ ਫ਼ਸਲ ਐਮ ਐਸ ਪੀ ਦੇ ਰੇਟ ਤੇ ਖਰੀਦੇ :- ਜਸਵੀਰ ਸੈਦੋਕੇ (8, 63, 347, 113)
article-panthak-karwai (389, 1501, 736, 1856)
article-moong-maize-msp (8, 63, 378, 520)
article-bhai-gajinder-singh (1122, 1749, 1505, 2352)
headline: ਪੰਜਾਬ ਵਿਧਾਨ ਸਭਾ ਦਾ.. (1217, 538, 1410, 564)
article-body: ਸੁਲਤਾਨ ਸਿੰਘ ਜਥੇਦਾਰ ਤਖ਼ਤ ਸ੍ਰੀ ਕੇਸਗੜ੍ਹ ਸਾਹਿਬ, ਗਿਆਨੀ ਰਘਬੀਰ ਸਿੰਘ ਅਤੇ ਹੋਰ ਪੰਥਕ ਸ਼ਖ਼ਸੀਅਤਾਂ ਨੇ ਤਖ਼ਤ ਸ੍ਰੀ ਹਰਿਮੰਦਰ ਜੀ ਪਟਨਾ ਸਾਹਿਬ ਦੇ ਪੰਜ ਪਿਆਰੇ ਸਾਹਿਬਾਨ ਵੱਲੋਂ ਕੀਤੇ ਫ਼ੈਸਲੇ ਬਾਰੇ ਗੰਭੀਰ ਵਿਚਾਰ ਕੀਤਾ। ਉਨ੍ਹਾਂ ਕਿਹਾ ਕਿ ਸ੍ਰੀ ਅਕਾਲ ਤਖ਼ਤ ਸਾਹਿਬ ਸਿੱਖ ਕੌਮ ਦੀ ਸਰਵਉੱਚ ਸੰਸਥਾ ਹੈ ਅਤੇ ਇਸ ਦੀ ਮਰਯਾਦਾ ਨੂੰ ਕਾਇਮ ਰੱਖਣਾ ਹਰ ਸਿੱਖ ਦਾ ਫ਼ਰਜ਼ ਹੈ। ਮੀਟਿੰਗ ਵਿੱਚ ਹਾਜ਼ਰ ਸਿੰਘ ਸਾਹਿਬਾਨ ਨੇ ਸਪੱਸ਼ਟ ਕੀਤਾ ਕਿ ਕਿਸੇ ਵੀ ਤਖ਼ਤ ਦੇ ਜਥੇਦਾਰ ਜਾਂ ਪੰਜ ਪਿਆਰਿਆਂ ਨੂੰ ਸ੍ਰੀ ਅਕਾਲ ਤਖ਼ਤ ਸਾਹਿਬ ਦੇ ਫ਼ੈਸਲਿਆਂ ਨੂੰ ਚੁਣੌਤੀ ਦੇਣ ਦਾ ਅਧਿਕਾਰ ਨਹੀਂ ਹੈ। ਉਨ੍ਹਾਂ ਕਿਹਾ ਕਿ ਪਟਨਾ ਸਾਹਿਬ ਦੀ ਪ੍ਰਬੰਧਕ ਕਮੇਟੀ ਨੂੰ ਵੀ ਇਸ ਮਾਮਲੇ ਵਿੱਚ ਆਪਣੀ ਸਥਿਤੀ ਸਪੱਸ਼ਟ ਕਰਨੀ ਚਾਹੀਦੀ ਹੈ। ਸਿੰਘ ਸਾਹਿਬਾਨ ਨੇ ਸਬੰਧਤ ਪੰਜ ਪਿਆਰਿਆਂ ਨੂੰ ਪੰਦਰਾਂ ਦਿਨਾਂ ਦੇ ਅੰਦਰ ਸ੍ਰੀ ਅਕਾਲ ਤਖ਼ਤ ਸਾਹਿਬ ਵਿਖੇ ਪੇਸ਼ ਹੋ ਕੇ ਸਪੱਸ਼ਟੀਕਰਨ ਦੇਣ ਲਈ ਆਦੇਸ਼ ਦਿੱਤਾ ਹੈ। ਇਸ ਤੋਂ ਇਲਾਵਾ ਮੀਟਿੰਗ ਵਿੱਚ ਪੰਥਕ ਏਕਤਾ, ਗੁਰਦੁਆਰਾ ਪ੍ਰਬੰਧ ਅਤੇ ਸਿੱਖ ਮਰਯਾਦਾ ਨਾਲ ਜੁੜੇ ਹੋਰ ਮਸਲਿਆਂ ਉੱਤੇ ਵੀ ਵਿਚਾਰ ਚਰਚਾ ਹੋਈ ਅਤੇ ਸੰਗਤਾਂ ਨੂੰ ਅਪੀਲ ਕੀਤੀ ਗਈ ਕਿ ਉਹ ਕਿਸੇ ਵੀ ਤਰ੍ਹਾਂ ਦੇ ਭਰਮ ਭੁਲੇਖੇ ਤੋਂ ਬਚਣ। ਬੁਲਾਰਿਆਂ ਨੇ ਕਿਹਾ ਕਿ ਕੌਮ ਦੇ ਅੰਦਰੂਨੀ ਮਸਲੇ ਗੁਰਮਤਿ ਅਨੁਸਾਰ ਆਪਸੀ ਸਹਿਮਤੀ ਨਾਲ ਹੱਲ ਕੀਤੇ ਜਾਣੇ ਚਾਹੀਦੇ ਹਨ ਅਤੇ ਮੀਡੀਆ ਰਾਹੀਂ ਬਿਆਨਬਾਜ਼ੀ ਤੋਂ ਗੁਰੇਜ਼ ਕਰਨਾ ਚਾਹੀਦਾ ਹੈ। ਇਸ ਮੌਕੇ ਸ਼੍ਰੋਮਣੀ ਕਮੇਟੀ ਦੇ ਅਹੁਦੇਦਾਰਾਂ ਅਤੇ ਧਰਮ ਪ੍ਰਚਾਰ ਕਮੇਟੀ ਦੇ ਮੈਂਬਰਾਂ ਨੇ ਵੀ ਆਪਣੇ ਵਿਚਾਰ ਰੱਖੇ ਅਤੇ ਫ਼ੈਸਲੇ ਦੀ ਹਮਾਇਤ ਕੀਤੀ। ਸੁਲਤਾਨ ਸਿੰਘ ਜਥੇਦਾਰ ਤਖ਼ਤ ਸ੍ਰੀ ਕੇਸਗੜ੍ਹ ਸਾਹਿਬ, ਗਿਆਨੀ ਰਘਬੀਰ ਸਿੰਘ ਅਤੇ ਹੋਰ ਪੰਥਕ ਸ਼ਖ਼ਸੀਅਤਾਂ ਨੇ ਤਖ਼ਤ ਸ੍ਰੀ ਹਰਿਮੰਦਰ ਜੀ ਪਟਨਾ ਸਾਹਿਬ ਦੇ ਪੰਜ ਪਿਆਰੇ ਸਾਹਿਬਾਨ ਵੱਲੋਂ ਕੀਤੇ ਫ਼ੈਸਲੇ ਬਾਰੇ ਗੰਭੀਰ ਵਿਚਾਰ ਕੀਤਾ। ਉਨ੍ਹਾਂ ਕਿਹਾ ਕਿ ਸ੍ਰੀ ਅਕਾਲ ਤਖ਼ਤ ਸਾਹਿਬ ਸਿੱਖ ਕੌਮ ਦੀ ਸਰਵਉੱਚ ਸੰਸਥਾ ਹੈ ਅਤੇ ਇਸ ਦੀ ਮਰਯਾਦਾ ਨੂੰ ਕਾਇਮ ਰੱਖਣਾ ਹਰ ਸਿੱਖ ਦਾ ਫ਼ਰਜ਼ ਹੈ। ਮੀਟਿੰਗ ਵਿੱਚ ਹਾਜ਼ਰ ਸਿੰਘ ਸਾਹਿਬਾਨ ਨੇ ਸਪੱਸ਼ਟ ਕੀਤਾ ਕਿ ਕਿਸੇ ਵੀ ਤਖ਼ਤ ਦੇ ਜਥੇਦਾਰ ਜਾਂ ਪੰਜ ਪਿਆਰਿਆਂ ਨੂੰ ਸ੍ਰੀ ਅਕਾਲ ਤਖ਼ਤ ਸਾਹਿਬ ਦੇ ਫ਼ੈਸਲਿਆਂ ਨੂੰ ਚੁਣੌਤੀ ਦੇਣ ਦਾ ਅਧਿਕਾਰ ਨਹੀਂ ਹੈ। ਉਨ੍ਹਾਂ ਕਿਹਾ ਕਿ ਪਟਨਾ ਸਾਹਿਬ ਦੀ ਪ੍ਰਬੰਧਕ ਕਮੇਟੀ ਨੂੰ ਵੀ ਇਸ ਮਾਮਲੇ ਵਿੱਚ ਆਪਣੀ ਸਥਿਤੀ ਸਪੱਸ਼ਟ ਕਰਨੀ ਚਾਹੀਦੀ ਹੈ। ਸਿੰਘ ਸਾਹਿਬਾਨ ਨੇ ਸਬੰਧਤ ਪੰਜ ਪਿਆਰਿਆਂ ਨੂੰ ਪੰਦਰਾਂ ਦਿਨਾਂ ਦੇ ਅੰਦਰ ਸ੍ਰੀ ਅਕਾਲ ਤਖ਼ਤ ਸਾਹਿਬ ਵਿਖੇ ਪੇਸ਼ ਹੋ ਕੇ ਸਪੱਸ਼ਟੀਕਰਨ ਦੇਣ ਲਈ ਆਦੇਸ਼ ਦਿੱਤਾ ਹੈ। ਇਸ ਤੋਂ ਇਲਾਵਾ ਮੀਟਿੰਗ ਵਿੱਚ ਪੰਥਕ ਏਕਤਾ, ਗੁਰਦੁਆਰਾ ਪ੍ਰਬੰਧ ਅਤੇ ਸਿੱਖ ਮਰਯਾਦਾ ਨਾਲ ਜੁੜੇ ਹੋਰ ਮਸਲਿਆਂ ਉੱਤੇ ਵੀ ਵਿਚਾਰ ਚਰਚਾ ਹੋਈ ਅਤੇ ਸੰਗਤਾਂ ਨੂੰ ਅਪੀਲ ਕੀਤੀ ਗਈ ਕਿ ਉਹ ਕਿਸੇ ਵੀ ਤਰ੍ਹਾਂ ਦੇ ਭਰਮ ਭੁਲੇਖੇ ਤੋਂ ਬਚਣ। ਬੁਲਾਰਿਆਂ ਨੇ ਕਿਹਾ ਕਿ ਕੌਮ ਦੇ ਅੰਦਰੂਨੀ ਮਸਲੇ ਗੁਰਮਤਿ ਅਨੁਸਾਰ ਆਪਸੀ ਸਹਿਮਤੀ ਨਾਲ ਹੱਲ ਕੀਤੇ ਜਾਣੇ ਚਾਹੀਦੇ ਹਨ ਅਤੇ ਮੀਡੀਆ ਰਾਹੀਂ ਬਿਆਨਬਾਜ਼ੀ ਤੋਂ ਗੁਰੇਜ਼ ਕਰਨਾ ਚਾਹੀਦਾ ਹੈ। ਇਸ ਮੌਕੇ ਸ਼੍ਰੋਮਣੀ ਕਮੇਟੀ ਦੇ ਅਹੁਦੇਦਾਰਾਂ ਅਤੇ ਧਰਮ ਪ੍ਰਚਾਰ ਕਮੇਟੀ ਦੇ ਮੈਂਬਰਾਂ ਨੇ ਵੀ ਆਪਣੇ ਵਿਚਾਰ ਰੱਖੇ ਅਤੇ ਫ਼ੈਸਲੇ ਦੀ ਹਮਾਇਤ ਕੀਤੀ। ਸੁਲਤਾਨ ਸਿੰਘ ਜਥੇਦਾਰ ਤਖ਼ਤ ਸ੍ਰੀ ਕੇਸਗੜ੍ਹ ਸਾਹਿਬ, ਗਿਆਨੀ ਰਘਬੀਰ ਸਿੰਘ ਅਤੇ ਹੋਰ ਪੰਥਕ ਸ਼ਖ਼ਸੀਅਤਾਂ ਨੇ ਤਖ਼ਤ ਸ੍ਰੀ ਹਰਿਮੰਦਰ ਜੀ ਪਟਨਾ ਸਾਹਿਬ ਦੇ ਪੰਜ ਪਿਆਰੇ ਸਾਹਿਬਾਨ ਵੱਲੋਂ ਕੀਤੇ ਫ਼ੈਸਲੇ ਬਾਰੇ ਗੰਭੀਰ ਵਿਚਾਰ ਕੀਤਾ। ਉਨ੍ਹਾਂ ਕਿਹਾ ਕਿ ਸ੍ਰੀ ਅਕਾਲ ਤਖ਼ਤ ਸਾਹਿਬ ਸਿੱਖ ਕੌਮ ਦੀ ਸਰਵਉੱਚ ਸੰਸਥਾ ਹੈ ਅਤੇ ਇਸ ਦੀ ਮਰਯਾਦਾ ਨੂੰ ਕਾਇਮ ਰੱਖਣਾ ਹਰ ਸਿੱਖ ਦਾ ਫ਼ਰਜ਼ ਹੈ। ਮੀਟਿੰਗ ਵਿੱਚ ਹਾਜ਼ਰ ਸਿੰਘ ਸਾਹਿਬਾਨ ਨੇ ਸਪੱਸ਼ਟ ਕੀਤਾ ਕਿ ਕਿਸੇ ਵੀ ਤਖ਼ਤ ਦੇ ਜਥੇਦਾਰ ਜਾਂ ਪੰਜ ਪਿਆਰਿਆਂ ਨੂੰ ਸ੍ਰੀ ਅਕਾਲ ਤਖ਼ਤ ਸਾਹਿਬ ਦੇ ਫ਼ੈਸਲਿਆਂ ਨੂੰ ਚੁਣੌਤੀ ਦੇਣ ਦਾ ਅਧਿਕਾਰ ਨਹੀਂ ਹੈ। ਉਨ੍ਹਾਂ ਕਿਹਾ ਕਿ ਪਟਨਾ ਸਾਹਿਬ ਦੀ ਪ੍ਰਬੰਧਕ ਕਮੇਟੀ ਨੂੰ ਵੀ ਇਸ ਮਾਮਲੇ ਵਿੱਚ ਆਪਣੀ ਸਥਿਤੀ ਸਪੱਸ਼ਟ ਕਰਨੀ ਚਾਹੀਦੀ ਹੈ। ਸਿੰਘ ਸਾਹਿਬਾਨ ਨੇ ਸਬੰਧਤ ਪੰਜ ਪਿਆਰਿਆਂ ਨੂੰ ਪੰਦਰਾਂ ਦਿਨਾਂ ਦੇ ਅੰਦਰ ਸ੍ਰੀ ਅਕਾਲ ਤਖ਼ਤ ਸਾਹਿਬ ਵਿਖੇ ਪੇਸ਼ ਹੋ ਕੇ ਸਪੱਸ਼ਟੀਕਰਨ ਦੇਣ ਲਈ ਆਦੇਸ਼ ਦਿੱਤਾ ਹੈ। ਇਸ ਤੋਂ ਇਲਾਵਾ ਮੀਟਿੰਗ ਵਿੱਚ ਪੰਥਕ ਏਕਤਾ, ਗੁਰਦੁਆਰਾ ਪ੍ਰਬੰਧ ਅਤੇ ਸਿੱਖ ਮਰਯਾਦਾ ਨਾਲ ਜੁੜੇ ਹੋਰ ਮਸਲਿਆਂ ਉੱਤੇ ਵੀ ਵਿਚਾਰ ਚਰਚਾ ਹੋਈ ਅਤੇ ਸੰਗਤਾਂ ਨੂੰ ਅਪੀਲ ਕੀਤੀ ਗਈ ਕਿ ਉਹ ਕਿਸੇ ਵੀ ਤਰ੍ਹਾਂ ਦੇ ਭਰਮ ਭੁਲੇਖੇ ਤੋਂ ਬਚਣ। ਬੁਲਾਰਿਆਂ ਨੇ ਕਿਹਾ ਕਿ ਕੌਮ ਦੇ ਅੰਦਰੂਨੀ ਮਸਲੇ ਗੁਰਮਤਿ ਅਨੁਸਾਰ ਆਪਸੀ ਸਹਿਮਤੀ ਨਾਲ ਹੱਲ ਕੀਤੇ ਜਾਣੇ ਚਾਹੀਦੇ ਹਨ ਅਤੇ ਮੀਡੀਆ ਰਾਹੀਂ ਬਿਆਨਬਾਜ਼ੀ ਤੋਂ ਗੁਰੇਜ਼ ਕਰਨਾ ਚਾਹੀਦਾ ਹੈ। ਇਸ ਮੌਕੇ ਸ਼੍ਰੋਮਣੀ ਕਮੇਟੀ ਦੇ ਅਹੁਦੇਦਾਰਾਂ ਅਤੇ ਧਰਮ ਪ੍ਰਚਾਰ ਕਮੇਟੀ ਦੇ ਮੈਂਬਰਾਂ ਨੇ ਵੀ ਆਪਣੇ ਵਿਚਾਰ ਰੱਖੇ ਅਤੇ ਫ਼ੈਸਲੇ ਦੀ ਹਮਾਇਤ ਕੀਤੀ। (389, 128, 736, 958)
article-body: 20.7 ਕਰੋੜ ਡਾਲਰ ਅਤੇ ਵਿੱਤੀ ਸਾਲ 2023 'ਚ 19 ਕਰੋੜ ਡਾਲਰ ਨੂੰ ਪਾਰ ਕਰ ਗਿਆ। ਇਹ ਵਿੱਤੀ ਸਾਲ 2024 ਵਿੱਚ 1.5 ਕਰੋੜ ਡਾਲਰ ਤੱਕ ਹੀ ਸੀਮਤ ਰਹਿ ਗਿਆ। ਅੰਕੜਿਆਂ ਅਨੁਸਾਰ ਜਨਵਰੀ-ਮਈ ਵਿੱਤੀ ਸਾਲ 2025 ਦੌਰਾਨ ਕੁੱਲ ਨਿਰਯਾਤ ਵਿੱਚ ਭਾਰੀ ਗਿਰਾਵਟ ਦਰਜ ਕੀਤੀ ਗਈ ਹੈ। (389, 1902, 736, 1963)
masthead (0, 0, 1512, 52)
article-bal-ghar (8, 1625, 378, 2161)
article-patna-sukhbir (389, 1196, 736, 1480)
article-lead: ਲੁਧਿਆਣਾ 5 ਜੁਲਾਈ (ਰਵੀ ਗਰਗ) ਅਕਾਲੀ ਦਲ ਦੇ ਸੀਨੀਅਰ ਆਗੂ ਜਥੇਦਾਰ ਚੀਮਾ ਨੇ ਕਿਹਾ ਕਿ ਜੇਕਰ ਪੰਜਾਬ ਸਰਕਾਰ ਬੇਅਦਬੀ ਦੇ ਦੋਸ਼ੀਆਂ ਨੂੰ ਸਜ਼ਾ ਦੇਣ ਲਈ ਸਖ਼ਤ ਕਾਨੂੰਨ ਲਿਆਉਂਦੀ ਹੈ ਤਾਂ ਉਹ ਸਵਾਗਤ ਕਰਨਗੇ। (8, 1226, 244, 1288)
article-lead: ਮੋਗਾ, ਕੰਗਣੀ ਕਲਾਂ 5 ਜੁਲਾਈ (ਜਸਵੀਰ ਸਿੰਘ ਖਾਲੋ, ਹਰਜਨ ਹਾਸ਼ੀਬਾਦ) ਭਾਰਤੀ ਕਿਸਾਨ ਯੂਨੀਅਨ ਸ਼ੰਭੂਸ ਦੇ ਬਲਾਕ ਬੰਧਨੀ ਕਲਾਂ ਦੀ ਮੀਟਿੰਗ ਬਲਾਕ ਪ੍ਰਧਾਨ ਜਸਵੀਰ ਸਿੰਘ ਸੈਦੋਕੇ ਦੀ ਪ੍ਰਧਾਨਗੀ ਹੇਠ ਹੋਈ ਮੀਟਿੰਗ ਵਿੱਚ ਕਿਸਾਨ ਮਸਲਿਆਂ ਤੇ ਵਿਚਾਰ ਕੀਤਾ ਗਿਆ। (8, 119, 142, 262)
article-former-mp-rajdev (1122, 1105, 1505, 1545)
logo-word-hak-sach: ਹੱਕ ਸੱਚ (11, 2, 121, 47)
issue-date: ਐਤਵਾਰ, 6 ਜੁਲਾਈ 2025 (1109, 14, 1291, 34)
jathedar-portrait (251, 1225, 378, 1359)
column-1 (8, 58, 378, 2352)
article-lead: ਸੰਦੌੜ, 5 ਜੁਲਾਈ (ਜਸਵੀਰ ਸਿੰਘ ਔਲਖ) ਸ੍ਰੀ ਅਕਾਲ ਤਖ਼ਤ ਸਾਹਿਬ ਦੇ ਸਿਰਜਣਾ ਦਿਵਸ ਅਤੇ ਮੀਰੀ ਪੀਰੀ ਦਿਵਸ ਮੌਕੇ ਧਾਰਮਿਕ ਸਮਾਗਮ ਕਰਵਾਇਆ ਗਿਆ। (8, 605, 378, 634)
headline: ਤਖ਼ਤ ਸ੍ਰੀ ਪਟਨਾ ਸਾਹਿਬ ਵੱਲੋਂ ਸੁਖਬੀਰ ... (433, 1195, 692, 1215)
continued-from-page-3-banner: ਸਫ਼ਾ 3 ਦੀ ਬਾਕੀ ... (389, 58, 736, 92)
article-body: ਲੋਕ ਸਭਾ ਵਿੱਚ ਵਿਰੋਧੀ ਧਿਰ ਦੇ ਆਗੂ ਰਾਹੁਲ ਗਾਂਧੀ ਨੇ ਕੇਂਦਰ ਸਰਕਾਰ ਦੀਆਂ ਆਰਥਿਕ ਨੀਤੀਆਂ ਉੱਤੇ ਸਵਾਲ ਚੁੱਕਦਿਆਂ ਕਿਹਾ ਕਿ ਬੇਰੁਜ਼ਗਾਰੀ ਅਤੇ ਮਹਿੰਗਾਈ ਨੇ ਆਮ ਆਦਮੀ ਦਾ ਜਿਊਣਾ ਮੁਸ਼ਕਲ ਕਰ ਦਿੱਤਾ ਹੈ। ਉਨ੍ਹਾਂ ਕਿਹਾ ਕਿ ਸਰਕਾਰ ਕੁਝ ਚੋਣਵੇਂ ਉਦਯੋਗਪਤੀਆਂ ਦੇ ਹਿੱਤਾਂ ਲਈ ਕੰਮ ਕਰ ਰਹੀ ਹੈ। ਲੋਕ ਸਭਾ ਵਿੱਚ ਵਿਰੋਧੀ ਧਿਰ ਦੇ ਆਗੂ ਰਾਹੁਲ ਗਾਂਧੀ ਨੇ ਕੇਂਦਰ ਸਰਕਾਰ ਦੀਆਂ ਆਰਥਿਕ ਨੀਤੀਆਂ ਉੱਤੇ ਸਵਾਲ ਚੁੱਕਦਿਆਂ ਕਿਹਾ ਕਿ ਬੇਰੁਜ਼ਗਾਰੀ ਅਤੇ ਮਹਿੰਗਾਈ ਨੇ ਆਮ ਆਦਮੀ ਦਾ ਜਿਊਣਾ ਮੁਸ਼ਕਲ ਕਰ ਦਿੱਤਾ ਹੈ। ਉਨ੍ਹਾਂ ਕਿਹਾ ਕਿ ਸਰਕਾਰ ਕੁਝ ਚੋਣਵੇਂ ਉਦਯੋਗਪਤੀਆਂ ਦੇ ਹਿੱਤਾਂ ਲਈ ਕੰਮ ਕਰ ਰਹੀ ਹੈ। (747, 927, 1111, 1057)
headline: ਹਿਮਾਚਲ 'ਚ ਮੀਂਹ ਤੇ ... (854, 2045, 1004, 2064)
headline: ਰਾਹੁਲ ਗਾਂਧੀ ਵੱਲੋਂ ਕੇਂਦਰ ... (847, 901, 1011, 921)
article-patna-panj-pyare (389, 97, 736, 1175)
article-body: ਪੰਜਾਬ ਸਰਕਾਰ ਵੱਲੋਂ ਵਿਧਾਨ ਸਭਾ ਦਾ ਵਿਸ਼ੇਸ਼ ਇਜਲਾਸ ਸੱਦਿਆ ਗਿਆ ਹੈ ਜਿਸ ਵਿੱਚ ਬੇਅਦਬੀ ਵਿਰੋਧੀ ਬਿੱਲ ਸਮੇਤ ਕਈ ਅਹਿਮ ਬਿੱਲ ਪੇਸ਼ ਕੀਤੇ ਜਾਣਗੇ। ਸੂਤਰਾਂ ਅਨੁਸਾਰ ਸਰਕਾਰ ਸਰਬ ਪਾਰਟੀ ਮੀਟਿੰਗ ਬੁਲਾਉਣ ਉੱਤੇ ਵੀ ਵਿਚਾਰ ਕਰ ਰਹੀ ਹੈ। ਵਿਰੋਧੀ ਧਿਰ ਨੇ ਮੰਗ ਕੀਤੀ ਹੈ ਕਿ ਇਜਲਾਸ ਦੀ ਮਿਆਦ ਵਧਾਈ ਜਾਵੇ ਤਾਂ ਜੋ ਲੋਕ ਮੁੱਦਿਆਂ ਉੱਤੇ ਖੁੱਲ੍ਹੀ ਬਹਿਸ ਹੋ ਸਕੇ। ਸਪੀਕਰ ਨੇ ਸਾਰੀਆਂ ਪਾਰਟੀਆਂ ਨੂੰ ਸਦਨ ਦੀ ਕਾਰਵਾਈ ਸੁਚਾਰੂ ਢੰਗ ਨਾਲ ਚਲਾਉਣ ਵਿੱਚ ਸਹਿਯੋਗ ਦੇਣ ਦੀ ਅਪੀਲ ਕੀਤੀ। ਪੰਜਾਬ ਸਰਕਾਰ ਵੱਲੋਂ ਵਿਧਾਨ ਸਭਾ ਦਾ ਵਿਸ਼ੇਸ਼ ਇਜਲਾਸ ਸੱਦਿਆ ਗਿਆ ਹੈ ਜਿਸ ਵਿੱਚ ਬੇਅਦਬੀ ਵਿਰੋਧੀ ਬਿੱਲ ਸਮੇਤ ਕਈ ਅਹਿਮ ਬਿੱਲ ਪੇਸ਼ ਕੀਤੇ ਜਾਣਗੇ। ਸੂਤਰਾਂ ਅਨੁਸਾਰ ਸਰਕਾਰ ਸਰਬ ਪਾਰਟੀ ਮੀਟਿੰਗ ਬੁਲਾਉਣ ਉੱਤੇ ਵੀ ਵਿਚਾਰ ਕਰ ਰਹੀ ਹੈ। ਵਿਰੋਧੀ ਧਿਰ ਨੇ ਮੰਗ ਕੀਤੀ ਹੈ ਕਿ ਇਜਲਾਸ ਦੀ ਮਿਆਦ ਵਧਾਈ ਜਾਵੇ ਤਾਂ ਜੋ ਲੋਕ ਮੁੱਦਿਆਂ ਉੱਤੇ ਖੁੱਲ੍ਹੀ ਬਹਿਸ ਹੋ ਸਕੇ। ਸਪੀਕਰ ਨੇ ਸਾਰੀਆਂ ਪਾਰਟੀਆਂ ਨੂੰ ਸਦਨ ਦੀ ਕਾਰਵਾਈ ਸੁਚਾਰੂ ਢੰਗ ਨਾਲ ਚਲਾਉਣ ਵਿੱਚ ਸਹਿਯੋਗ ਦੇਣ ਦੀ ਅਪੀਲ ਕੀਤੀ। (1122, 570, 1505, 765)
article-body: ਵਿਦੇਸ਼ ਮੰਤਰੀ ਦੋ ਦਿਨਾਂ ਦੇ ਸਰਕਾਰੀ ਦੌਰੇ ਉੱਤੇ ਰਵਾਨਾ ਹੋਏ ਜਿੱਥੇ ਉਹ ਦੁਵੱਲੇ ਸਬੰਧਾਂ, ਵਪਾਰ ਅਤੇ ਰੱਖਿਆ ਸਹਿਯੋਗ ਬਾਰੇ ਉੱਚ ਪੱਧਰੀ ਗੱਲਬਾਤ ਕਰਨਗੇ। ਦੌਰੇ ਦੌਰਾਨ ਕਈ ਸਮਝੌਤਿਆਂ ਉੱਤੇ ਦਸਤਖ਼ਤ ਹੋਣ ਦੀ ਸੰਭਾਵਨਾ ਹੈ ਅਤੇ ਉਹ ਪ੍ਰਵਾਸੀ ਭਾਰਤੀਆਂ ਦੇ ਇਕੱਠ ਨੂੰ ਵੀ ਸੰਬੋਧਨ ਕਰਨਗੇ। ਵਿਦੇਸ਼ ਮੰਤਰੀ ਦੋ ਦਿਨਾਂ ਦੇ ਸਰਕਾਰੀ ਦੌਰੇ ਉੱਤੇ ਰਵਾਨਾ ਹੋਏ ਜਿੱਥੇ ਉਹ ਦੁਵੱਲੇ ਸਬੰਧਾਂ, ਵਪਾਰ ਅਤੇ ਰੱਖਿਆ ਸਹਿਯੋਗ ਬਾਰੇ ਉੱਚ ਪੱਧਰੀ ਗੱਲਬਾਤ ਕਰਨਗੇ। ਦੌਰੇ ਦੌਰਾਨ ਕਈ ਸਮਝੌਤਿਆਂ ਉੱਤੇ ਦਸਤਖ਼ਤ ਹੋਣ ਦੀ ਸੰਭਾਵਨਾ ਹੈ ਅਤੇ ਉਹ ਪ੍ਰਵਾਸੀ ਭਾਰਤੀਆਂ ਦੇ ਇਕੱਠ ਨੂੰ ਵੀ ਸੰਬੋਧਨ ਕਰਨਗੇ। ਵਿਦੇਸ਼ ਮੰਤਰੀ ਦੋ ਦਿਨਾਂ ਦੇ ਸਰਕਾਰੀ ਦੌਰੇ ਉੱਤੇ ਰਵਾਨਾ ਹੋਏ ਜਿੱਥੇ ਉਹ ਦੁਵੱਲੇ ਸਬੰਧਾਂ, ਵਪਾਰ ਅਤੇ ਰੱਖਿਆ ਸਹਿਯੋਗ ਬਾਰੇ ਉੱਚ ਪੱਧਰੀ ਗੱਲਬਾਤ ਕਰਨਗੇ। ਦੌਰੇ ਦੌਰਾਨ ਕਈ ਸਮਝੌਤਿਆਂ ਉੱਤੇ ਦਸਤਖ਼ਤ ਹੋਣ ਦੀ ਸੰਭਾਵਨਾ ਹੈ ਅਤੇ ਉਹ ਪ੍ਰਵਾਸੀ ਭਾਰਤੀਆਂ ਦੇ ਇਕੱਠ ਨੂੰ ਵੀ ਸੰਬੋਧਨ ਕਰਨਗੇ। (747, 1200, 1111, 1398)
article-body: ਅਬਦੁੱਲਾਪੁਰ ਚੁਹਾਣੇ ਕਲਾਂ ਵਿਖੇ ਗੁਰਦੁਆਰਾ ਧੰਨ ਧੰਨ ਸਿੰਘ ਸ਼ਹੀਦ ਜੀ ਵੱਡਾ ਘੱਲੂਘਾਰਾ ਸਾਹਿਬ ਵਿਖੇ ਸੰਗਤਾਂ ਦੇ ਸਹਿਯੋਗ ਨਾਲ ਮੀਰੀ ਪੀਰੀ ਦਿਵਸ ਬੜੀ ਸ਼ਰਧਾ ਨਾਲ ਮਨਾਇਆ ਗਿਆ। ਇਸ ਮੌਕੇ ਸ੍ਰੀ ਅਖੰਡ ਪਾਠ ਸਾਹਿਬ ਦੇ ਭੋਗ ਪਾਏ ਗਏ ਉਪਰੰਤ ਕੀਰਤਨੀ ਜਥਿਆਂ ਨੇ ਗੁਰਬਾਣੀ ਦਾ ਰਸਭਿੰਨਾ ਕੀਰਤਨ ਕੀਤਾ। ਪ੍ਰਬੰਧਕ ਕਮੇਟੀ ਵੱਲੋਂ ਬੱਚਿਆਂ ਦੇ ਗੁਰਮਤਿ ਮੁਕਾਬਲੇ ਕਰਵਾਏ ਗਏ ਅਤੇ ਜੇਤੂ ਬੱਚਿਆਂ ਨੂੰ ਸਿਰੋਪਾਓ ਅਤੇ ਇਨਾਮ ਦੇ ਕੇ ਸਨਮਾਨਿਤ ਕੀਤਾ ਗਿਆ। ਬੁਲਾਰਿਆਂ ਨੇ ਛੇਵੇਂ ਪਾਤਸ਼ਾਹ ਸ੍ਰੀ ਗੁਰੂ ਹਰਿਗੋਬਿੰਦ ਸਾਹਿਬ ਜੀ ਵੱਲੋਂ ਧਾਰਨ ਕੀਤੀਆਂ ਮੀਰੀ ਪੀਰੀ ਦੀਆਂ ਕਿਰਪਾਨਾਂ ਦੇ ਸਿਧਾਂਤ ਉੱਤੇ ਚਾਨਣਾ ਪਾਇਆ ਅਤੇ ਨੌਜਵਾਨਾਂ ਨੂੰ ਬਾਣੀ ਤੇ ਬਾਣੇ ਨਾਲ ਜੁੜਨ ਦੀ ਪ੍ਰੇਰਨਾ ਦਿੱਤੀ। ਇਸ ਮੌਕੇ ਗੁਰੂ ਕਾ ਲੰਗਰ ਅਤੁੱਟ ਵਰਤਿਆ ਅਤੇ ਪਿੰਡ ਦੀਆਂ ਸੰਗਤਾਂ ਨੇ ਵੱਡੀ ਗਿਣਤੀ ਵਿੱਚ ਹਾਜ਼ਰੀ ਭਰੀ। (8, 843, 378, 986)
article-body: ਚੁੱਕੀ ਹੈ ਅਤੇ ਲਗਭਗ 30 ਲੱਖ ਲਾਪਤਾ ਹਨ। ਜੇਕਰ ਸਰਕਾਰ ਇਸ ਅੰਕੜੇ ਨੂੰ ਦਰਸਾਉਂਦੀ ਹੈ ਤਾਂ ਇਹ ਇੱਕ ਵੱਡਾ ਮਨੁੱਖੀ ਸੰਕਟ ਹੈ। ਸਰਕਾਰ ਨੂੰ ਸੱਚਾਈ ਲੋਕਾਂ ਸਾਹਮਣੇ ਰੱਖਣੀ ਚਾਹੀਦੀ ਹੈ। (1122, 60, 1505, 89)
article-body: ਸਾਬਕਾ ਐਮ. ਪੀ. ਰਾਜਦੇਵ ਸਿੰਘ ਖ਼ਾਲਸਾ ਨੇ ਕਿਹਾ ਕਿ ਪੰਥਕ ਏਕਤਾ ਸਮੇਂ ਦੀ ਮੁੱਖ ਲੋੜ ਹੈ ਅਤੇ ਸਾਰੀਆਂ ਧਿਰਾਂ ਨੂੰ ਨਿੱਜੀ ਹਿੱਤਾਂ ਤੋਂ ਉੱਪਰ ਉੱਠ ਕੇ ਕੌਮ ਦੇ ਭਲੇ ਲਈ ਇਕੱਠੇ ਹੋਣਾ ਚਾਹੀਦਾ ਹੈ। ਉਨ੍ਹਾਂ ਕਿਹਾ ਕਿ ਸ਼੍ਰੋਮਣੀ ਅਕਾਲੀ ਦਲ ਦੀ ਮੁੜ ਸੁਰਜੀਤੀ ਲਈ ਬਣਾਈ ਗਈ ਕਮੇਟੀ ਦੇ ਕੰਮਕਾਜ ਨੂੰ ਪਾਰਦਰਸ਼ੀ ਬਣਾਇਆ ਜਾਣਾ ਚਾਹੀਦਾ ਹੈ ਅਤੇ ਭਰਤੀ ਮੁਹਿੰਮ ਵਿੱਚ ਜ਼ਮੀਨੀ ਪੱਧਰ ਦੇ ਵਰਕਰਾਂ ਨੂੰ ਸ਼ਾਮਲ ਕੀਤਾ ਜਾਵੇ। ਉਨ੍ਹਾਂ ਨੇ ਨੌਜਵਾਨਾਂ ਨੂੰ ਪੰਥਕ ਸਿਆਸਤ ਵਿੱਚ ਅੱਗੇ ਆਉਣ ਦਾ ਸੱਦਾ ਦਿੱਤਾ ਅਤੇ ਕਿਹਾ ਕਿ ਨਵੀਂ ਲੀਡਰਸ਼ਿਪ ਹੀ ਕੌਮ ਨੂੰ ਨਵੀਂ ਦਿਸ਼ਾ ਦੇ ਸਕਦੀ ਹੈ। ਸਾਬਕਾ ਐਮ. ਪੀ. ਰਾਜਦੇਵ ਸਿੰਘ ਖ਼ਾਲਸਾ ਨੇ ਕਿਹਾ ਕਿ ਪੰਥਕ ਏਕਤਾ ਸਮੇਂ ਦੀ ਮੁੱਖ ਲੋੜ ਹੈ ਅਤੇ ਸਾਰੀਆਂ ਧਿਰਾਂ ਨੂੰ ਨਿੱਜੀ ਹਿੱਤਾਂ ਤੋਂ ਉੱਪਰ ਉੱਠ ਕੇ ਕੌਮ ਦੇ ਭਲੇ ਲਈ ਇਕੱਠੇ ਹੋਣਾ ਚਾਹੀਦਾ ਹੈ। ਉਨ੍ਹਾਂ ਕਿਹਾ ਕਿ ਸ਼੍ਰੋਮਣੀ ਅਕਾਲੀ ਦਲ ਦੀ ਮੁੜ ਸੁਰਜੀਤੀ ਲਈ ਬਣਾਈ ਗਈ ਕਮੇਟੀ ਦੇ ਕੰਮਕਾਜ ਨੂੰ ਪਾਰਦਰਸ਼ੀ ਬਣਾਇਆ ਜਾਣਾ ਚਾਹੀਦਾ ਹੈ ਅਤੇ ਭਰਤੀ ਮੁਹਿੰਮ ਵਿੱਚ ਜ਼ਮੀਨੀ ਪੱਧਰ ਦੇ ਵਰਕਰਾਂ ਨੂੰ ਸ਼ਾਮਲ ਕੀਤਾ ਜਾਵੇ। ਉਨ੍ਹਾਂ ਨੇ ਨੌਜਵਾਨਾਂ ਨੂੰ ਪੰਥਕ ਸਿਆਸਤ ਵਿੱਚ ਅੱਗੇ ਆਉਣ ਦਾ ਸੱਦਾ ਦਿੱਤਾ ਅਤੇ ਕਿਹਾ ਕਿ ਨਵੀਂ ਲੀਡਰਸ਼ਿਪ ਹੀ ਕੌਮ ਨੂੰ ਨਵੀਂ ਦਿਸ਼ਾ ਦੇ ਸਕਦੀ ਹੈ। (1122, 1136, 1505, 1330)
headline: ਗਰੀਬਾਂ ਦੀ ਗਿਣਤੀ ਵਧਦੀ ਜਾ ਰਹੀ .. (1168, 189, 1459, 214)
article-body: ਹਿਮਾਚਲ ਪ੍ਰਦੇਸ਼ ਵਿੱਚ ਭਾਰੀ ਮੀਂਹ ਕਾਰਨ ਕਈ ਥਾਵਾਂ ਉੱਤੇ ਜ਼ਮੀਨ ਖਿਸਕਣ ਦੀਆਂ ਘਟਨਾਵਾਂ ਵਾਪਰੀਆਂ ਹਨ ਅਤੇ ਕਈ ਸੜਕਾਂ ਆਵਾਜਾਈ ਲਈ ਬੰਦ ਹੋ ਗਈਆਂ ਹਨ। ਮੌਸਮ ਵਿਭਾਗ ਨੇ ਅਗਲੇ 72 ਘੰਟਿਆਂ ਲਈ ਭਾਰੀ ਮੀਂਹ ਦੀ ਚਿਤਾਵਨੀ ਜਾਰੀ ਕੀਤੀ ਹੈ। ਪ੍ਰਸ਼ਾਸਨ ਨੇ ਸੈਲਾਨੀਆਂ ਨੂੰ ਨਦੀਆਂ ਨਾਲਿਆਂ ਤੋਂ ਦੂਰ ਰਹਿਣ ਦੀ ਅਪੀਲ ਕੀਤੀ ਹੈ। ਹਿਮਾਚਲ ਪ੍ਰਦੇਸ਼ ਵਿੱਚ ਭਾਰੀ ਮੀਂਹ ਕਾਰਨ ਕਈ ਥਾਵਾਂ ਉੱਤੇ ਜ਼ਮੀਨ ਖਿਸਕਣ ਦੀਆਂ ਘਟਨਾਵਾਂ ਵਾਪਰੀਆਂ ਹਨ ਅਤੇ ਕਈ ਸੜਕਾਂ ਆਵਾਜਾਈ ਲਈ ਬੰਦ ਹੋ ਗਈਆਂ ਹਨ। ਮੌਸਮ ਵਿਭਾਗ ਨੇ ਅਗਲੇ 72 ਘੰਟਿਆਂ ਲਈ ਭਾਰੀ ਮੀਂਹ ਦੀ ਚਿਤਾਵਨੀ ਜਾਰੀ ਕੀਤੀ ਹੈ। ਪ੍ਰਸ਼ਾਸਨ ਨੇ ਸੈਲਾਨੀਆਂ ਨੂੰ ਨਦੀਆਂ ਨਾਲਿਆਂ ਤੋਂ ਦੂਰ ਰਹਿਣ ਦੀ ਅਪੀਲ ਕੀਤੀ ਹੈ। (747, 2070, 1111, 2200)
article-missing-continued (1122, 58, 1505, 169)
headline: ਭਾਈ ਗਜਿੰਦਰ ਸਿੰਘ ਅਤੇ ... (1201, 1749, 1426, 1774)
headline: ਮਜੀਠੀਆ ਦੇ ਵਕੀਲ ਦੀ... (848, 1542, 1010, 1562)
article-lead: ਸਿਧਵਾਂ ਬੇਟ / ਜਲੰਧਰੀ ਬੁਢਾਣਾ, 5 ਜੁਲਾਈ (ਕੁਲਵਿੰਦਰ ਸਿੰਘ) ਬਾਲ ਘਰ ਵਿੱਚ ਬੱਚਿਆਂ ਨਾਲ ਕੁੱਟਮਾਰ ਦੇ ਮਾਮਲੇ ਵਿੱਚ ਜਾਂਚ ਦੌਰਾਨ ਨਵੇਂ ਖੁਲਾਸੇ ਹੋਏ ਹਨ। (8, 1673, 221, 1736)
article-body: ਤਖ਼ਤ ਸ੍ਰੀ ਪਟਨਾ ਸਾਹਿਬ ਦੀ ਪ੍ਰਬੰਧਕ ਕਮੇਟੀ ਵੱਲੋਂ ਲਏ ਗਏ ਫ਼ੈਸਲੇ ਨੂੰ ਲੈ ਕੇ ਪੰਥਕ ਹਲਕਿਆਂ ਵਿੱਚ ਚਰਚਾ ਤੇਜ਼ ਹੋ ਗਈ ਹੈ। ਕਈ ਸਿੱਖ ਵਿਦਵਾਨਾਂ ਨੇ ਕਿਹਾ ਕਿ ਅਜਿਹੇ ਫ਼ੈਸਲੇ ਕੌਮ ਵਿੱਚ ਦੁਬਿਧਾ ਪੈਦਾ ਕਰਦੇ ਹਨ ਅਤੇ ਤਖ਼ਤਾਂ ਦੀ ਮਾਣ ਮਰਯਾਦਾ ਨੂੰ ਠੇਸ ਪਹੁੰਚਾਉਂਦੇ ਹਨ। ਉਨ੍ਹਾਂ ਅਪੀਲ ਕੀਤੀ ਕਿ ਸਾਰੇ ਤਖ਼ਤ ਸਾਹਿਬਾਨ ਦੇ ਜਥੇਦਾਰ ਸਾਂਝੀ ਮੀਟਿੰਗ ਕਰਕੇ ਇਸ ਮਸਲੇ ਦਾ ਸਰਬਸੰਮਤੀ ਵਾਲਾ ਹੱਲ ਕੱਢਣ। ਤਖ਼ਤ ਸ੍ਰੀ ਪਟਨਾ ਸਾਹਿਬ ਦੀ ਪ੍ਰਬੰਧਕ ਕਮੇਟੀ ਵੱਲੋਂ ਲਏ ਗਏ ਫ਼ੈਸਲੇ ਨੂੰ ਲੈ ਕੇ ਪੰਥਕ ਹਲਕਿਆਂ ਵਿੱਚ ਚਰਚਾ ਤੇਜ਼ ਹੋ ਗਈ ਹੈ। ਕਈ ਸਿੱਖ ਵਿਦਵਾਨਾਂ ਨੇ ਕਿਹਾ ਕਿ ਅਜਿਹੇ ਫ਼ੈਸਲੇ ਕੌਮ ਵਿੱਚ ਦੁਬਿਧਾ ਪੈਦਾ ਕਰਦੇ ਹਨ ਅਤੇ ਤਖ਼ਤਾਂ ਦੀ ਮਾਣ ਮਰਯਾਦਾ ਨੂੰ ਠੇਸ ਪਹੁੰਚਾਉਂਦੇ ਹਨ। ਉਨ੍ਹਾਂ ਅਪੀਲ ਕੀਤੀ ਕਿ ਸਾਰੇ ਤਖ਼ਤ ਸਾਹਿਬਾਨ ਦੇ ਜਥੇਦਾਰ ਸਾਂਝੀ ਮੀਟਿੰਗ ਕਰਕੇ ਇਸ ਮਸਲੇ ਦਾ ਸਰਬਸੰਮਤੀ ਵਾਲਾ ਹੱਲ ਕੱਢਣ। (389, 1221, 736, 1383)
column-2: ਸਫ਼ਾ 3 ਦੀ ਬਾਕੀ ... ਪਟਨਾ ਸਾਹਿਬ ਦੇ ਪੰਜ ਪਿਆਰਿਆਂ ... ਸੁਲਤਾਨ ਸਿੰਘ ਜਥੇਦਾਰ ਤਖ਼ਤ ਸ੍ਰੀ ਕੇਸਗੜ੍ਹ ਸਾਹਿਬ, ਗਿਆਨੀ ਰਘਬੀਰ ਸਿੰਘ ਅਤੇ ਹੋਰ ਪੰਥਕ ਸ਼ਖ਼ਸੀਅਤਾਂ ਨੇ ਤਖ਼ਤ ਸ੍ਰੀ ਹਰਿਮੰਦਰ ਜੀ ਪਟਨਾ ਸਾਹਿਬ ਦੇ ਪੰਜ ਪਿਆਰੇ ਸਾਹਿਬਾਨ ਵੱਲੋਂ ਕੀਤੇ ਫ਼ੈਸਲੇ ਬਾਰੇ ਗੰਭੀਰ ਵਿਚਾਰ ਕੀਤਾ। ਉਨ੍ਹਾਂ ਕਿਹਾ ਕਿ ਸ੍ਰੀ ਅਕਾਲ ਤਖ਼ਤ ਸਾਹਿਬ ਸਿੱਖ ਕੌਮ ਦੀ ਸਰਵਉੱਚ ਸੰਸਥਾ ਹੈ ਅਤੇ ਇਸ ਦੀ ਮਰਯਾਦਾ ਨੂੰ ਕਾਇਮ ਰੱਖਣਾ ਹਰ ਸਿੱਖ ਦਾ ਫ਼ਰਜ਼ ਹੈ। ਮੀਟਿੰਗ ਵਿੱਚ ਹਾਜ਼ਰ ਸਿੰਘ ਸਾਹਿਬਾਨ ਨੇ ਸਪੱਸ਼ਟ ਕੀਤਾ ਕਿ ਕਿਸੇ ਵੀ ਤਖ਼ਤ ਦੇ ਜਥੇਦਾਰ ਜਾਂ ਪੰਜ ਪਿਆਰਿਆਂ ਨੂੰ ਸ੍ਰੀ ਅਕਾਲ ਤਖ਼ਤ ਸਾਹਿਬ ਦੇ ਫ਼ੈਸਲਿਆਂ ਨੂੰ ਚੁਣੌਤੀ ਦੇਣ ਦਾ ਅਧਿਕਾਰ ਨਹੀਂ ਹੈ। ਉਨ੍ਹਾਂ ਕਿਹਾ ਕਿ ਪਟਨਾ ਸਾਹਿਬ ਦੀ ਪ੍ਰਬੰਧਕ ਕਮੇਟੀ ਨੂੰ ਵੀ ਇਸ ਮਾਮਲੇ ਵਿੱਚ ਆਪਣੀ ਸਥਿਤੀ ਸਪੱਸ਼ਟ ਕਰਨੀ ਚਾਹੀਦੀ ਹੈ। ਸਿੰਘ ਸਾਹਿਬਾਨ ਨੇ ਸਬੰਧਤ ਪੰਜ ਪਿਆਰਿਆਂ ਨੂੰ ਪੰਦਰਾਂ ਦਿਨਾਂ ਦੇ ਅੰਦਰ ਸ੍ਰੀ ਅਕਾਲ ਤਖ਼ਤ ਸਾਹਿਬ ਵਿਖੇ ਪੇਸ਼ ਹੋ ਕੇ ਸਪੱਸ਼ਟੀਕਰਨ ਦੇਣ ਲਈ ਆਦੇਸ਼ ਦਿੱਤਾ ਹੈ। ਇਸ ਤੋਂ ਇਲਾਵਾ ਮੀਟਿੰਗ ਵਿੱਚ ਪੰਥਕ ਏਕਤਾ, ਗੁਰਦੁਆਰਾ ਪ੍ਰਬੰਧ ਅਤੇ ਸਿੱਖ ਮਰਯਾਦਾ ਨਾਲ ਜੁੜੇ ਹੋਰ ਮਸਲਿਆਂ ਉੱਤੇ ਵੀ ਵਿਚਾਰ ਚਰਚਾ ਹੋਈ ਅਤੇ ਸੰਗਤਾਂ ਨੂੰ ਅਪੀਲ ਕੀਤੀ ਗਈ ਕਿ ਉਹ ਕਿਸੇ ਵੀ ਤਰ੍ਹਾਂ ਦੇ ਭਰਮ ਭੁਲੇਖੇ ਤੋਂ ਬਚਣ। ਬੁਲਾਰਿਆਂ ਨੇ ਕਿਹਾ ਕਿ ਕੌਮ ਦੇ ਅੰਦਰੂਨੀ ਮਸਲੇ ਗੁਰਮਤਿ ਅਨੁਸਾਰ ਆਪਸੀ ਸਹਿਮਤੀ ਨਾਲ ਹੱਲ ਕੀਤੇ ਜਾਣੇ ਚਾਹੀਦੇ ਹਨ ਅਤੇ ਮੀਡੀਆ ਰਾਹੀਂ ਬਿਆਨਬਾਜ਼ੀ ਤੋਂ ਗੁਰੇਜ਼ ਕਰਨਾ ਚਾਹੀਦਾ ਹੈ। ਇਸ ਮੌਕੇ ਸ਼੍ਰੋਮਣੀ ਕਮੇਟੀ ਦੇ ਅਹੁਦੇਦਾਰਾਂ ਅਤੇ ਧਰਮ ਪ੍ਰਚਾਰ ਕਮੇਟੀ ਦੇ ਮੈਂਬਰਾਂ ਨੇ ਵੀ ਆਪਣੇ ਵਿਚਾਰ ਰੱਖੇ ਅਤੇ ਫ਼ੈਸਲੇ ਦੀ ਹਮਾਇਤ ਕੀਤੀ। ਸੁਲਤਾਨ ਸਿੰਘ ਜਥੇਦਾਰ ਤਖ਼ਤ ਸ੍ਰੀ ਕੇਸਗੜ੍ਹ ਸਾਹਿਬ, ਗਿਆਨੀ ਰਘਬੀਰ ਸਿੰਘ ਅਤੇ ਹੋਰ ਪੰਥਕ ਸ਼ਖ਼ਸੀਅਤਾਂ ਨੇ ਤਖ਼ਤ ਸ੍ਰੀ ਹਰਿਮੰਦਰ ਜੀ ਪਟਨਾ ਸਾਹਿਬ ਦੇ ਪੰਜ ਪਿਆਰੇ ਸਾਹਿਬਾਨ ਵੱਲੋਂ ਕੀਤੇ ਫ਼ੈਸਲੇ ਬਾਰੇ ਗੰਭੀਰ ਵਿਚਾਰ ਕੀਤਾ। ਉਨ੍ਹਾਂ ਕਿਹਾ ਕਿ ਸ੍ਰੀ ਅਕਾਲ ਤਖ਼ਤ ਸਾਹਿਬ ਸਿੱਖ ਕੌਮ ਦੀ ਸਰਵਉੱਚ ਸੰਸਥਾ ਹੈ ਅਤੇ ਇਸ ਦੀ ਮਰਯਾਦਾ ਨੂੰ ਕਾਇਮ ਰੱਖਣਾ ਹਰ ਸਿੱਖ ਦਾ ਫ਼ਰਜ਼ ਹੈ। ਮੀਟਿੰਗ ਵਿੱਚ ਹਾਜ਼ਰ ਸਿੰਘ ਸਾਹਿਬਾਨ ਨੇ ਸਪੱਸ਼ਟ ਕੀਤਾ ਕਿ ਕਿਸੇ ਵੀ ਤਖ਼ਤ ਦੇ ਜਥੇਦਾਰ ਜਾਂ ਪੰਜ ਪਿਆਰਿਆਂ ਨੂੰ ਸ੍ਰੀ ਅਕਾਲ ਤਖ਼ਤ ਸਾਹਿਬ ਦੇ ਫ਼ੈਸਲਿਆਂ ਨੂੰ ਚੁਣੌਤੀ ਦੇਣ ਦਾ ਅਧਿਕਾਰ ਨਹੀਂ ਹੈ। ਉਨ੍ਹਾਂ ਕਿਹਾ ਕਿ ਪਟਨਾ ਸਾਹਿਬ ਦੀ ਪ੍ਰਬੰਧਕ ਕਮੇਟੀ ਨੂੰ ਵੀ ਇਸ ਮਾਮਲੇ ਵਿੱਚ ਆਪਣੀ ਸਥਿਤੀ ਸਪੱਸ਼ਟ ਕਰਨੀ ਚਾਹੀਦੀ ਹੈ। ਸਿੰਘ ਸਾਹਿਬਾਨ ਨੇ ਸਬੰਧਤ ਪੰਜ ਪਿਆਰਿਆਂ ਨੂੰ ਪੰਦਰਾਂ ਦਿਨਾਂ ਦੇ ਅੰਦਰ ਸ੍ਰੀ ਅਕਾਲ ਤਖ਼ਤ ਸਾਹਿਬ ਵਿਖੇ ਪੇਸ਼ ਹੋ ਕੇ ਸਪੱਸ਼ਟੀਕਰਨ ਦੇਣ ਲਈ ਆਦੇਸ਼ ਦਿੱਤਾ ਹੈ। ਇਸ ਤੋਂ ਇਲਾਵਾ ਮੀਟਿੰਗ ਵਿੱਚ ਪੰਥਕ ਏਕਤਾ, ਗੁਰਦੁਆਰਾ ਪ੍ਰਬੰਧ ਅਤੇ ਸਿੱਖ ਮਰਯਾਦਾ ਨਾਲ ਜੁੜੇ ਹੋਰ ਮਸਲਿਆਂ ਉੱਤੇ ਵੀ ਵਿਚਾਰ ਚਰਚਾ ਹੋਈ ਅਤੇ ਸੰਗਤਾਂ ਨੂੰ ਅਪੀਲ ਕੀਤੀ ਗਈ ਕਿ ਉਹ ਕਿਸੇ ਵੀ ਤਰ੍ਹਾਂ ਦੇ ਭਰਮ ਭੁਲੇਖੇ ਤੋਂ ਬਚਣ। ਬੁਲਾਰਿਆਂ ਨੇ ਕਿਹਾ ਕਿ ਕੌਮ ਦੇ ਅੰਦਰੂਨੀ ਮਸਲੇ ਗੁਰਮਤਿ ਅਨੁਸਾਰ ਆਪਸੀ ਸਹਿਮਤੀ ਨਾਲ ਹੱਲ ਕੀਤੇ ਜਾਣੇ ਚਾਹੀਦੇ ਹਨ ਅਤੇ ਮੀਡੀਆ ਰਾਹੀਂ ਬਿਆਨਬਾਜ਼ੀ ਤੋਂ ਗੁਰੇਜ਼ ਕਰਨਾ ਚਾਹੀਦਾ ਹੈ। ਇਸ ਮੌਕੇ ਸ਼੍ਰੋਮਣੀ ਕਮੇਟੀ ਦੇ ਅਹੁਦੇਦਾਰਾਂ ਅਤੇ ਧਰਮ ਪ੍ਰਚਾਰ ਕਮੇਟੀ ਦੇ ਮੈਂਬਰਾਂ ਨੇ ਵੀ ਆਪਣੇ ਵਿਚਾਰ ਰੱਖੇ ਅਤੇ ਫ਼ੈਸਲੇ ਦੀ ਹਮਾਇਤ ਕੀਤੀ। ਸੁਲਤਾਨ ਸਿੰਘ ਜਥੇਦਾਰ ਤਖ਼ਤ ਸ੍ਰੀ ਕੇਸਗੜ੍ਹ ਸਾਹਿਬ, ਗਿਆਨੀ ਰਘਬੀਰ ਸਿੰਘ ਅਤੇ ਹੋਰ ਪੰਥਕ ਸ਼ਖ਼ਸੀਅਤਾਂ ਨੇ ਤਖ਼ਤ ਸ੍ਰੀ ਹਰਿਮੰਦਰ ਜੀ ਪਟਨਾ ਸਾਹਿਬ ਦੇ ਪੰਜ ਪਿਆਰੇ ਸਾਹਿਬਾਨ ਵੱਲੋਂ ਕੀਤੇ ਫ਼ੈਸਲੇ ਬਾਰੇ ਗੰਭੀਰ ਵਿਚਾਰ ਕੀਤਾ। ਉਨ੍ਹਾਂ ਕਿਹਾ ਕਿ ਸ੍ਰੀ ਅਕਾਲ ਤਖ਼ਤ ਸਾਹਿਬ ਸਿੱਖ ਕੌਮ ਦੀ ਸਰਵਉੱਚ ਸੰਸਥਾ ਹੈ ਅਤੇ ਇਸ ਦੀ ਮਰਯਾਦਾ ਨੂੰ ਕਾਇਮ ਰੱਖਣਾ ਹਰ ਸਿੱਖ ਦਾ ਫ਼ਰਜ਼ ਹੈ। ਮੀਟਿੰਗ ਵਿੱਚ ਹਾਜ਼ਰ ਸਿੰਘ ਸਾਹਿਬਾਨ ਨੇ ਸਪੱਸ਼ਟ ਕੀਤਾ ਕਿ ਕਿਸੇ ਵੀ ਤਖ਼ਤ ਦੇ ਜਥੇਦਾਰ ਜਾਂ ਪੰਜ ਪਿਆਰਿਆਂ ਨੂੰ ਸ੍ਰੀ ਅਕਾਲ ਤਖ਼ਤ ਸਾਹਿਬ ਦੇ ਫ਼ੈਸਲਿਆਂ ਨੂੰ ਚੁਣੌਤੀ ਦੇਣ ਦਾ ਅਧਿਕਾਰ ਨਹੀਂ ਹੈ। ਉਨ੍ਹਾਂ ਕਿਹਾ ਕਿ ਪਟਨਾ ਸਾਹਿਬ ਦੀ ਪ੍ਰਬੰਧਕ ਕਮੇਟੀ ਨੂੰ ਵੀ ਇਸ ਮਾਮਲੇ ਵਿੱਚ ਆਪਣੀ ਸਥਿਤੀ ਸਪੱਸ਼ਟ ਕਰਨੀ ਚਾਹੀਦੀ ਹੈ। ਸਿੰਘ ਸਾਹਿਬਾਨ ਨੇ ਸਬੰਧਤ ਪੰਜ ਪਿਆਰਿਆਂ ਨੂੰ ਪੰਦਰਾਂ ਦਿਨਾਂ ਦੇ ਅੰਦਰ ਸ੍ਰੀ ਅਕਾਲ ਤਖ਼ਤ ਸਾਹਿਬ ਵਿਖੇ ਪੇਸ਼ ਹੋ ਕੇ ਸਪੱਸ਼ਟੀਕਰਨ ਦੇਣ ਲਈ ਆਦੇਸ਼ ਦਿੱਤਾ ਹੈ। ਇਸ ਤੋਂ ਇਲਾਵਾ ਮੀਟਿੰਗ ਵਿੱਚ ਪੰਥਕ ਏਕਤਾ, ਗੁਰਦੁਆਰਾ ਪ੍ਰਬੰਧ ਅਤੇ ਸਿੱਖ ਮਰਯਾਦਾ ਨਾਲ ਜੁੜੇ ਹੋਰ ਮਸਲਿਆਂ ਉੱਤੇ ਵੀ ਵਿਚਾਰ ਚਰਚਾ ਹੋਈ ਅਤੇ ਸੰਗਤਾਂ ਨੂੰ ਅਪੀਲ ਕੀਤੀ ਗਈ ਕਿ ਉਹ ਕਿਸੇ ਵੀ ਤਰ੍ਹਾਂ ਦੇ ਭਰਮ ਭੁਲੇਖੇ ਤੋਂ ਬਚਣ। ਬੁਲਾਰਿਆਂ ਨੇ ਕਿਹਾ ਕਿ ਕੌਮ ਦੇ ਅੰਦਰੂਨੀ ਮਸਲੇ ਗੁਰਮਤਿ ਅਨੁਸਾਰ ਆਪਸੀ ਸਹਿਮਤੀ ਨਾਲ ਹੱਲ ਕੀਤੇ ਜਾਣੇ ਚਾਹੀਦੇ ਹਨ ਅਤੇ ਮੀਡੀਆ ਰਾਹੀਂ ਬਿਆਨਬਾਜ਼ੀ ਤੋਂ ਗੁਰੇਜ਼ ਕਰਨਾ ਚਾਹੀਦਾ ਹੈ। ਇਸ ਮੌਕੇ ਸ਼੍ਰੋਮਣੀ ਕਮੇਟੀ ਦੇ ਅਹੁਦੇਦਾਰਾਂ ਅਤੇ ਧਰਮ ਪ੍ਰਚਾਰ ਕਮੇਟੀ ਦੇ ਮੈਂਬਰਾਂ ਨੇ ਵੀ ਆਪਣੇ ਵਿਚਾਰ ਰੱਖੇ ਅਤੇ ਫ਼ੈਸਲੇ ਦੀ ਹਮਾਇਤ ਕੀਤੀ। ● ● ● ਤਖ਼ਤ ਸ੍ਰੀ ਪਟਨਾ ਸਾਹਿਬ ਵੱਲੋਂ ਸੁਖਬੀਰ ... ਤਖ਼ਤ ਸ੍ਰੀ ਪਟਨਾ ਸਾਹਿਬ ਦੀ ਪ੍ਰਬੰਧਕ ਕਮੇਟੀ ਵੱਲੋਂ ਲਏ ਗਏ ਫ਼ੈਸਲੇ ਨੂੰ ਲੈ ਕੇ ਪੰਥਕ ਹਲਕਿਆਂ ਵਿੱਚ ਚਰਚਾ ਤੇਜ਼ ਹੋ ਗਈ ਹੈ। ਕਈ ਸਿੱਖ ਵਿਦਵਾਨਾਂ ਨੇ ਕਿਹਾ ਕਿ ਅਜਿਹੇ ਫ਼ੈਸਲੇ ਕੌਮ ਵਿੱਚ ਦੁਬਿਧਾ ਪੈਦਾ ਕਰਦੇ ਹਨ ਅਤੇ ਤਖ਼ਤਾਂ ਦੀ ਮਾਣ ਮਰਯਾਦਾ ਨੂੰ ਠੇਸ ਪਹੁੰਚਾਉਂਦੇ ਹਨ। ਉਨ੍ਹਾਂ ਅਪੀਲ ਕੀਤੀ ਕਿ ਸਾਰੇ ਤਖ਼ਤ ਸਾਹਿਬਾਨ ਦੇ ਜਥੇਦਾਰ ਸਾਂਝੀ ਮੀਟਿੰਗ ਕਰਕੇ ਇਸ ਮਸਲੇ ਦਾ ਸਰਬਸੰਮਤੀ ਵਾਲਾ ਹੱਲ ਕੱਢਣ। ਤਖ਼ਤ ਸ੍ਰੀ ਪਟਨਾ ਸਾਹਿਬ ਦੀ ਪ੍ਰਬੰਧਕ ਕਮੇਟੀ ਵੱਲੋਂ ਲਏ ਗਏ ਫ਼ੈਸਲੇ ਨੂੰ ਲੈ ਕੇ ਪੰਥਕ ਹਲਕਿਆਂ ਵਿੱਚ ਚਰਚਾ ਤੇਜ਼ ਹੋ ਗਈ ਹੈ। ਕਈ ਸਿੱਖ ਵਿਦਵਾਨਾਂ ਨੇ ਕਿਹਾ ਕਿ ਅਜਿਹੇ ਫ਼ੈਸਲੇ ਕੌਮ ਵਿੱਚ ਦੁਬਿਧਾ ਪੈਦਾ ਕਰਦੇ ਹਨ ਅਤੇ ਤਖ਼ਤਾਂ ਦੀ ਮਾਣ ਮਰਯਾਦਾ ਨੂੰ ਠੇਸ ਪਹੁੰਚਾਉਂਦੇ ਹਨ। ਉਨ੍ਹਾਂ ਅਪੀਲ ਕੀਤੀ ਕਿ ਸਾਰੇ ਤਖ਼ਤ ਸਾਹਿਬਾਨ ਦੇ ਜਥੇਦਾਰ ਸਾਂਝੀ ਮੀਟਿੰਗ ਕਰਕੇ ਇਸ ਮਸਲੇ ਦਾ ਸਰਬਸੰਮਤੀ ਵਾਲਾ ਹੱਲ ਕੱਢਣ। ● ● ● ਪੰਥਕ ਮਾਮਲਿਆਂ ਸਬੰਧੀ ਕਾਰਵਾਈ ... ਪੰਥਕ ਮਾਮਲਿਆਂ ਨਾਲ ਸਬੰਧਤ ਕਾਰਵਾਈ ਬਾਰੇ ਜਾਣਕਾਰੀ ਦਿੰਦਿਆਂ ਦੱਸਿਆ ਗਿਆ ਕਿ ਪੰਜ ਸਿੰਘ ਸਾਹਿਬਾਨ ਦੀ ਇਕੱਤਰਤਾ ਵਿੱਚ ਵੱਖ ਵੱਖ ਸ਼ਿਕਾਇਤਾਂ ਉੱਤੇ ਵਿਚਾਰ ਕੀਤਾ ਗਿਆ ਅਤੇ ਕੁਝ ਵਿਅਕਤੀਆਂ ਨੂੰ ਤਨਖਾਹੀਆ ਕਰਾਰ ਦਿੱਤਾ ਗਿਆ। ਉਨ੍ਹਾਂ ਨੂੰ ਸ੍ਰੀ ਅਕਾਲ ਤਖ਼ਤ ਸਾਹਿਬ ਵਿਖੇ ਪੇਸ਼ ਹੋਣ ਤੱਕ ਕਿਸੇ ਵੀ ਧਾਰਮਿਕ ਸਮਾਗਮ ਵਿੱਚ ਸ਼ਮੂਲੀਅਤ ਨਾ ਕਰਨ ਦਾ ਆਦੇਸ਼ ਦਿੱਤਾ ਗਿਆ ਹੈ। ਪੰਥਕ ਮਾਮਲਿਆਂ ਨਾਲ ਸਬੰਧਤ ਕਾਰਵਾਈ ਬਾਰੇ ਜਾਣਕਾਰੀ ਦਿੰਦਿਆਂ ਦੱਸਿਆ ਗਿਆ ਕਿ ਪੰਜ ਸਿੰਘ ਸਾਹਿਬਾਨ ਦੀ ਇਕੱਤਰਤਾ ਵਿੱਚ ਵੱਖ ਵੱਖ ਸ਼ਿਕਾਇਤਾਂ ਉੱਤੇ ਵਿਚਾਰ ਕੀਤਾ ਗਿਆ ਅਤੇ ਕੁਝ ਵਿਅਕਤੀਆਂ ਨੂੰ ਤਨਖਾਹੀਆ ਕਰਾਰ ਦਿੱਤਾ ਗਿਆ। ਉਨ੍ਹਾਂ ਨੂੰ ਸ੍ਰੀ ਅਕਾਲ ਤਖ਼ਤ ਸਾਹਿਬ ਵਿਖੇ ਪੇਸ਼ ਹੋਣ ਤੱਕ ਕਿਸੇ ਵੀ ਧਾਰਮਿਕ ਸਮਾਗਮ ਵਿੱਚ ਸ਼ਮੂਲੀਅਤ ਨਾ ਕਰਨ ਦਾ ਆਦੇਸ਼ ਦਿੱਤਾ ਗਿਆ ਹੈ। ਪੰਥਕ ਮਾਮਲਿਆਂ ਨਾਲ ਸਬੰਧਤ ਕਾਰਵਾਈ ਬਾਰੇ ਜਾਣਕਾਰੀ ਦਿੰਦਿਆਂ ਦੱਸਿਆ ਗਿਆ ਕਿ ਪੰਜ ਸਿੰਘ ਸਾਹਿਬਾਨ ਦੀ ਇਕੱਤਰਤਾ ਵਿੱਚ ਵੱਖ ਵੱਖ ਸ਼ਿਕਾਇਤਾਂ ਉੱਤੇ ਵਿਚਾਰ ਕੀਤਾ ਗਿਆ ਅਤੇ ਕੁਝ ਵਿਅਕਤੀਆਂ ਨੂੰ ਤਨਖਾਹੀਆ ਕਰਾਰ ਦਿੱਤਾ ਗਿਆ। ਉਨ੍ਹਾਂ ਨੂੰ ਸ੍ਰੀ ਅਕਾਲ ਤਖ਼ਤ ਸਾਹਿਬ ਵਿਖੇ ਪੇਸ਼ ਹੋਣ ਤੱਕ ਕਿਸੇ ਵੀ ਧਾਰਮਿਕ ਸਮਾਗਮ ਵਿੱਚ ਸ਼ਮੂਲੀਅਤ ਨਾ ਕਰਨ ਦਾ ਆਦੇਸ਼ ਦਿੱਤਾ ਗਿਆ ਹੈ। ● ● ● ਜੰਗਬੰਦੀ ਮਗਰੋਂ ਭਾਰਤ-... 20.7 ਕਰੋੜ ਡਾਲਰ ਅਤੇ ਵਿੱਤੀ ਸਾਲ 2023 'ਚ 19 ਕਰੋੜ ਡਾਲਰ ਨੂੰ ਪਾਰ ਕਰ ਗਿਆ। ਇਹ ਵਿੱਤੀ ਸਾਲ 2024 ਵਿੱਚ 1.5 ਕਰੋੜ ਡਾਲਰ ਤੱਕ ਹੀ ਸੀਮਤ ਰਹਿ ਗਿਆ। ਅੰਕੜਿਆਂ ਅਨੁਸਾਰ ਜਨਵਰੀ-ਮਈ ਵਿੱਤੀ ਸਾਲ 2025 ਦੌਰਾਨ ਕੁੱਲ ਨਿਰਯਾਤ ਵਿੱਚ ਭਾਰੀ ਗਿਰਾਵਟ ਦਰਜ ਕੀਤੀ ਗਈ ਹੈ। (389, 58, 736, 2352)
headline: ਬਾਲ ਘਰ 'ਚ ਬੱਚਿਆਂ ਨੂੰ ਕੁੱਟਣ ਲਈ ਰੱਖੇ ਸਨ ਤਿੰਨ ਮੁਲਾਜ਼ਮ (8, 1624, 337, 1667)
article-vidhan-sabha (1122, 539, 1505, 932)
article-body: ਸਾਬਕਾ ਮੰਤਰੀ ਬਿਕਰਮ ਸਿੰਘ ਮਜੀਠੀਆ ਦੇ ਵਕੀਲ ਨੇ ਅਦਾਲਤ ਵਿੱਚ ਦਲੀਲ ਦਿੱਤੀ ਕਿ ਉਨ੍ਹਾਂ ਦੇ ਮੁਵੱਕਿਲ ਵਿਰੁੱਧ ਦਰਜ ਕੇਸ ਸਿਆਸੀ ਬਦਲਾਖੋਰੀ ਤਹਿਤ ਬਣਾਇਆ ਗਿਆ ਹੈ। ਵਕੀਲ ਨੇ ਕਿਹਾ ਕਿ ਜਾਂਚ ਏਜੰਸੀ ਕੋਲ ਕੋਈ ਠੋਸ ਸਬੂਤ ਨਹੀਂ ਹੈ ਅਤੇ ਪਹਿਲਾਂ ਵੀ ਇਸੇ ਤਰ੍ਹਾਂ ਦੇ ਦੋਸ਼ ਅਦਾਲਤ ਵਿੱਚ ਟਿਕ ਨਹੀਂ ਸਕੇ। ਅਦਾਲਤ ਨੇ ਦੋਵਾਂ ਧਿਰਾਂ ਦੀਆਂ ਦਲੀਲਾਂ ਸੁਣਨ ਮਗਰੋਂ ਅਗਲੀ ਸੁਣਵਾਈ ਦੀ ਤਰੀਕ ਨਿਰਧਾਰਤ ਕਰ ਦਿੱਤੀ ਹੈ। ਇਸ ਦੌਰਾਨ ਅਕਾਲੀ ਦਲ ਦੇ ਵਰਕਰਾਂ ਨੇ ਅਦਾਲਤ ਦੇ ਬਾਹਰ ਇਕੱਠ ਕਰਕੇ ਸਰਕਾਰ ਵਿਰੁੱਧ ਨਾਅਰੇਬਾਜ਼ੀ ਕੀਤੀ ਅਤੇ ਕਿਹਾ ਕਿ ਉਹ ਕਾਨੂੰਨੀ ਲੜਾਈ ਲੜਨਗੇ। ਵਕੀਲ ਨੇ ਇਹ ਵੀ ਦੱਸਿਆ ਕਿ ਜ਼ਮਾਨਤ ਦੀ ਅਰਜ਼ੀ ਉੱਤੇ ਜਲਦ ਸੁਣਵਾਈ ਲਈ ਉੱਚ ਅਦਾਲਤ ਦਾ ਰੁਖ਼ ਕੀਤਾ ਜਾਵੇਗਾ। ਸਾਬਕਾ ਮੰਤਰੀ ਬਿਕਰਮ ਸਿੰਘ ਮਜੀਠੀਆ ਦੇ ਵਕੀਲ ਨੇ ਅਦਾਲਤ ਵਿੱਚ ਦਲੀਲ ਦਿੱਤੀ ਕਿ ਉਨ੍ਹਾਂ ਦੇ ਮੁਵੱਕਿਲ ਵਿਰੁੱਧ ਦਰਜ ਕੇਸ ਸਿਆਸੀ ਬਦਲਾਖੋਰੀ ਤਹਿਤ ਬਣਾਇਆ ਗਿਆ ਹੈ। ਵਕੀਲ ਨੇ ਕਿਹਾ ਕਿ ਜਾਂਚ ਏਜੰਸੀ ਕੋਲ ਕੋਈ ਠੋਸ ਸਬੂਤ ਨਹੀਂ ਹੈ ਅਤੇ ਪਹਿਲਾਂ ਵੀ ਇਸੇ ਤਰ੍ਹਾਂ ਦੇ ਦੋਸ਼ ਅਦਾਲਤ ਵਿੱਚ ਟਿਕ ਨਹੀਂ ਸਕੇ। ਅਦਾਲਤ ਨੇ ਦੋਵਾਂ ਧਿਰਾਂ ਦੀਆਂ ਦਲੀਲਾਂ ਸੁਣਨ ਮਗਰੋਂ ਅਗਲੀ ਸੁਣਵਾਈ ਦੀ ਤਰੀਕ ਨਿਰਧਾਰਤ ਕਰ ਦਿੱਤੀ ਹੈ। ਇਸ ਦੌਰਾਨ ਅਕਾਲੀ ਦਲ ਦੇ ਵਰਕਰਾਂ ਨੇ ਅਦਾਲਤ ਦੇ ਬਾਹਰ ਇਕੱਠ ਕਰਕੇ ਸਰਕਾਰ ਵਿਰੁੱਧ ਨਾਅਰੇਬਾਜ਼ੀ ਕੀਤੀ ਅਤੇ ਕਿਹਾ ਕਿ ਉਹ ਕਾਨੂੰਨੀ ਲੜਾਈ ਲੜਨਗੇ। ਵਕੀਲ ਨੇ ਇਹ ਵੀ ਦੱਸਿਆ ਕਿ ਜ਼ਮਾਨਤ ਦੀ ਅਰਜ਼ੀ ਉੱਤੇ ਜਲਦ ਸੁਣਵਾਈ ਲਈ ਉੱਚ ਅਦਾਲਤ ਦਾ ਰੁਖ਼ ਕੀਤਾ ਜਾਵੇਗਾ। (747, 1568, 1111, 1828)
article-syl (747, 520, 1111, 881)
article-himachal-rain (747, 2045, 1111, 2282)
article-body: ਪ੍ਰਧਾਨ ਗੁਰਮੀਤ ਸਿੰਘ ਦੌਲਤਪੁਰਾ, ਸੂਬਾ ਐਗਜ਼ੈਕਟਿਵ ਮੈਂਬਰ ਹਰਜੀਤ ਸਿੰਘ ਫਤਿਹਗੜ੍ਹ, ਜ਼ਿਲ੍ਹਾ ਮੀਤ ਪ੍ਰਧਾਨ ਗੁਰਮੇਲ ਸਿੰਘ ਡਰੋਲੀ ਭਾਈ ਤੋਂ ਇਲਾਵਾ ਹੋਰ ਕਿਸਾਨ ਆਗੂ ਹਾਜ਼ਰ ਹੋਏ। ਮੀਟਿੰਗ ਵਿੱਚ ਬੋਲਦਿਆਂ ਆਗੂਆਂ ਨੇ ਕਿਹਾ ਕਿ ਪੰਜਾਬ ਸਰਕਾਰ ਕਿਸਾਨਾਂ ਨੂੰ ਝੋਨੇ ਦੀ ਥਾਂ ਹੋਰ ਫ਼ਸਲਾਂ ਬੀਜਣ ਦੀ ਅਪੀਲ ਕਰਦੀ ਹੈ ਪਰ ਮੂੰਗੀ ਤੇ ਮੱਕੀ ਦੀ ਫ਼ਸਲ ਐਮ ਐਸ ਪੀ ਉੱਤੇ ਨਹੀਂ ਖਰੀਦੀ ਜਾ ਰਹੀ ਜਿਸ ਕਾਰਨ ਕਿਸਾਨਾਂ ਨੂੰ ਵੱਡਾ ਆਰਥਿਕ ਘਾਟਾ ਝੱਲਣਾ ਪੈ ਰਿਹਾ ਹੈ। ਉਨ੍ਹਾਂ ਮੰਗ ਕੀਤੀ ਕਿ ਸਰਕਾਰ ਤੁਰੰਤ ਮੰਡੀਆਂ ਵਿੱਚ ਖਰੀਦ ਸ਼ੁਰੂ ਕਰਵਾਏ ਅਤੇ ਨਿੱਜੀ ਵਪਾਰੀਆਂ ਵੱਲੋਂ ਕੀਤੀ ਜਾ ਰਹੀ ਲੁੱਟ ਨੂੰ ਰੋਕਿਆ ਜਾਵੇ। ਆਗੂਆਂ ਨੇ ਕਿਹਾ ਕਿ ਜੇਕਰ ਸਰਕਾਰ ਨੇ ਮੰਗਾਂ ਵੱਲ ਧਿਆਨ ਨਾ ਦਿੱਤਾ ਤਾਂ ਜਥੇਬੰਦੀ ਵੱਲੋਂ ਤਿੱਖਾ ਸੰਘਰਸ਼ ਉਲੀਕਿਆ ਜਾਵੇਗਾ। ਇਸ ਮੌਕੇ ਬਿਜਲੀ ਦੀ ਸਪਲਾਈ, ਨਹਿਰੀ ਪਾਣੀ ਦੀ ਘਾਟ ਅਤੇ ਖਾਦ ਦੀ ਕਾਲਾਬਾਜ਼ਾਰੀ ਦੇ ਮੁੱਦੇ ਵੀ ਵਿਚਾਰੇ ਗਏ ਅਤੇ ਪਿੰਡ ਪੱਧਰ ਉੱਤੇ ਇਕਾਈਆਂ ਮਜ਼ਬੂਤ ਕਰਨ ਦਾ ਫ਼ੈਸਲਾ ਕੀਤਾ ਗਿਆ। (8, 285, 378, 444)
headline: ਦੋ ਦਿਨਾਂ ਦੇ ਦੌਰੇ 'ਤੇ ... (860, 1174, 998, 1194)
ceremony-photo (8, 640, 378, 837)
article-body: ਕੇਂਦਰੀ ਜਲ ਸ਼ਕਤੀ ਮੰਤਰੀ ਨੇ ਪੰਜਾਬ ਅਤੇ ਹਰਿਆਣਾ ਦੇ ਮੁੱਖ ਮੰਤਰੀਆਂ ਨਾਲ ਮੀਟਿੰਗ ਕਰਕੇ ਸਤਲੁਜ ਯਮੁਨਾ ਲਿੰਕ ਨਹਿਰ ਦੇ ਮੁੱਦੇ ਉੱਤੇ ਗੱਲਬਾਤ ਕੀਤੀ। ਪੰਜਾਬ ਦੇ ਮੁੱਖ ਮੰਤਰੀ ਨੇ ਸਪੱਸ਼ਟ ਕੀਤਾ ਕਿ ਸੂਬੇ ਕੋਲ ਕਿਸੇ ਹੋਰ ਸੂਬੇ ਨੂੰ ਦੇਣ ਲਈ ਵਾਧੂ ਪਾਣੀ ਨਹੀਂ ਹੈ ਅਤੇ ਧਰਤੀ ਹੇਠਲਾ ਪਾਣੀ ਖ਼ਤਰਨਾਕ ਪੱਧਰ ਤੱਕ ਥੱਲੇ ਜਾ ਚੁੱਕਾ ਹੈ। ਉਨ੍ਹਾਂ ਕਿਹਾ ਕਿ ਪਾਣੀਆਂ ਦੀ ਮੁੜ ਨਿਰਧਾਰਨ ਲਈ ਨਵਾਂ ਟ੍ਰਿਬਿਊਨਲ ਬਣਾਇਆ ਜਾਣਾ ਚਾਹੀਦਾ ਹੈ। ਹਰਿਆਣਾ ਦੇ ਮੁੱਖ ਮੰਤਰੀ ਨੇ ਸੁਪਰੀਮ ਕੋਰਟ ਦੇ ਫ਼ੈਸਲੇ ਨੂੰ ਲਾਗੂ ਕਰਨ ਦੀ ਮੰਗ ਦੁਹਰਾਈ। ਮੀਟਿੰਗ ਬਿਨਾਂ ਕਿਸੇ ਠੋਸ ਨਤੀਜੇ ਦੇ ਖ਼ਤਮ ਹੋਈ ਅਤੇ ਅਗਲੀ ਮੀਟਿੰਗ ਜਲਦ ਕਰਨ ਦਾ ਫ਼ੈਸਲਾ ਕੀਤਾ ਗਿਆ। ਕੇਂਦਰੀ ਜਲ ਸ਼ਕਤੀ ਮੰਤਰੀ ਨੇ ਪੰਜਾਬ ਅਤੇ ਹਰਿਆਣਾ ਦੇ ਮੁੱਖ ਮੰਤਰੀਆਂ ਨਾਲ ਮੀਟਿੰਗ ਕਰਕੇ ਸਤਲੁਜ ਯਮੁਨਾ ਲਿੰਕ ਨਹਿਰ ਦੇ ਮੁੱਦੇ ਉੱਤੇ ਗੱਲਬਾਤ ਕੀਤੀ। ਪੰਜਾਬ ਦੇ ਮੁੱਖ ਮੰਤਰੀ ਨੇ ਸਪੱਸ਼ਟ ਕੀਤਾ ਕਿ ਸੂਬੇ ਕੋਲ ਕਿਸੇ ਹੋਰ ਸੂਬੇ ਨੂੰ ਦੇਣ ਲਈ ਵਾਧੂ ਪਾਣੀ ਨਹੀਂ ਹੈ ਅਤੇ ਧਰਤੀ ਹੇਠਲਾ ਪਾਣੀ ਖ਼ਤਰਨਾਕ ਪੱਧਰ ਤੱਕ ਥੱਲੇ ਜਾ ਚੁੱਕਾ ਹੈ। ਉਨ੍ਹਾਂ ਕਿਹਾ ਕਿ ਪਾਣੀਆਂ ਦੀ ਮੁੜ ਨਿਰਧਾਰਨ ਲਈ ਨਵਾਂ ਟ੍ਰਿਬਿਊਨਲ ਬਣਾਇਆ ਜਾਣਾ ਚਾਹੀਦਾ ਹੈ। ਹਰਿਆਣਾ ਦੇ ਮੁੱਖ ਮੰਤਰੀ ਨੇ ਸੁਪਰੀਮ ਕੋਰਟ ਦੇ ਫ਼ੈਸਲੇ ਨੂੰ ਲਾਗੂ ਕਰਨ ਦੀ ਮੰਗ ਦੁਹਰਾਈ। ਮੀਟਿੰਗ ਬਿਨਾਂ ਕਿਸੇ ਠੋਸ ਨਤੀਜੇ ਦੇ ਖ਼ਤਮ ਹੋਈ ਅਤੇ ਅਗਲੀ ਮੀਟਿੰਗ ਜਲਦ ਕਰਨ ਦਾ ਫ਼ੈਸਲਾ ਕੀਤਾ ਗਿਆ। (747, 551, 1111, 779)
article-beadbi-law (8, 1155, 378, 1610)
column-3: ਹਰਜਿੰਦਰ, 22 ਅਪ੍ਰੈਲ ਨੂੰ ਪਹਿਲਗਾਮ ਅੱਤਵਾਦੀ ਹਮਲੇ ਤੋਂ ਬਾਅਦ, ਜਿਸ ਵਿੱਚ 26 ਲੋਕਾਂ ਦੀ ਮੌਤ ਹੋ ਗਈ ਸੀ, ਭਾਰਤ ਨੇ ਕਈ ਉਪਾਅ ਕੀਤੇ, ਜਿਸ ਵਿੱਚ ਅਟਾਰੀ ਲੈਂਡ-ਟਰਾਂਜ਼ਿਟ ਪੋਸਟ ਨੂੰ ਤੁਰੰਤ ਬੰਦ ਕਰਨਾ ਸ਼ਾਮਲ ਹੈ। ਇਸ ਦੀ ਵਰਤੋਂ ਦੁਵੱਲੇ ਵਪਾਰ ਲਈ ਕੀਤੀ ਜਾਂਦੀ ਸੀ। ਮਾਹਿਰਾਂ ਅਨੁਸਾਰ ਵਪਾਰਕ ਸਬੰਧ ਟੁੱਟਣ ਨਾਲ ਦੋਹਾਂ ਦੇਸ਼ਾਂ ਦੇ ਸਰਹੱਦੀ ਇਲਾਕਿਆਂ ਦੇ ਵਪਾਰੀਆਂ ਅਤੇ ਕਿਸਾਨਾਂ ਨੂੰ ਵੱਡਾ ਨੁਕਸਾਨ ਹੋ ਰਿਹਾ ਹੈ। ਪਾਕਿਸਤਾਨ ਨੇ ਵੀ ਜਵਾਬੀ ਕਾਰਵਾਈ ਕਰਦਿਆਂ ਭਾਰਤ ਨਾਲ ਸਾਰਾ ਵਪਾਰ ਮੁਅੱਤਲ ਕਰ ਦਿੱਤਾ ਹੈ। ਤੀਜੇ ਦੇਸ਼ਾਂ ਰਾਹੀਂ ਹੋਣ ਵਾਲਾ ਅਸਿੱਧਾ ਵਪਾਰ ਵੀ ਪ੍ਰਭਾਵਿਤ ਹੋਇਆ ਹੈ। ਹਰਜਿੰਦਰ, 22 ਅਪ੍ਰੈਲ ਨੂੰ ਪਹਿਲਗਾਮ ਅੱਤਵਾਦੀ ਹਮਲੇ ਤੋਂ ਬਾਅਦ, ਜਿਸ ਵਿੱਚ 26 ਲੋਕਾਂ ਦੀ ਮੌਤ ਹੋ ਗਈ ਸੀ, ਭਾਰਤ ਨੇ ਕਈ ਉਪਾਅ ਕੀਤੇ, ਜਿਸ ਵਿੱਚ ਅਟਾਰੀ ਲੈਂਡ-ਟਰਾਂਜ਼ਿਟ ਪੋਸਟ ਨੂੰ ਤੁਰੰਤ ਬੰਦ ਕਰਨਾ ਸ਼ਾਮਲ ਹੈ। ਇਸ ਦੀ ਵਰਤੋਂ ਦੁਵੱਲੇ ਵਪਾਰ ਲਈ ਕੀਤੀ ਜਾਂਦੀ ਸੀ। ਮਾਹਿਰਾਂ ਅਨੁਸਾਰ ਵਪਾਰਕ ਸਬੰਧ ਟੁੱਟਣ ਨਾਲ ਦੋਹਾਂ ਦੇਸ਼ਾਂ ਦੇ ਸਰਹੱਦੀ ਇਲਾਕਿਆਂ ਦੇ ਵਪਾਰੀਆਂ ਅਤੇ ਕਿਸਾਨਾਂ ਨੂੰ ਵੱਡਾ ਨੁਕਸਾਨ ਹੋ ਰਿਹਾ ਹੈ। ਪਾਕਿਸਤਾਨ ਨੇ ਵੀ ਜਵਾਬੀ ਕਾਰਵਾਈ ਕਰਦਿਆਂ ਭਾਰਤ ਨਾਲ ਸਾਰਾ ਵਪਾਰ ਮੁਅੱਤਲ ਕਰ ਦਿੱਤਾ ਹੈ। ਤੀਜੇ ਦੇਸ਼ਾਂ ਰਾਹੀਂ ਹੋਣ ਵਾਲਾ ਅਸਿੱਧਾ ਵਪਾਰ ਵੀ ਪ੍ਰਭਾਵਿਤ ਹੋਇਆ ਹੈ। ● ● ● ਐਸ ਵਾਈ ਐਲ ਵਿਵਾਦ ... ਕੇਂਦਰੀ ਜਲ ਸ਼ਕਤੀ ਮੰਤਰੀ ਨੇ ਪੰਜਾਬ ਅਤੇ ਹਰਿਆਣਾ ਦੇ ਮੁੱਖ ਮੰਤਰੀਆਂ ਨਾਲ ਮੀਟਿੰਗ ਕਰਕੇ ਸਤਲੁਜ ਯਮੁਨਾ ਲਿੰਕ ਨਹਿਰ ਦੇ ਮੁੱਦੇ ਉੱਤੇ ਗੱਲਬਾਤ ਕੀਤੀ। ਪੰਜਾਬ ਦੇ ਮੁੱਖ ਮੰਤਰੀ ਨੇ ਸਪੱਸ਼ਟ ਕੀਤਾ ਕਿ ਸੂਬੇ ਕੋਲ ਕਿਸੇ ਹੋਰ ਸੂਬੇ ਨੂੰ ਦੇਣ ਲਈ ਵਾਧੂ ਪਾਣੀ ਨਹੀਂ ਹੈ ਅਤੇ ਧਰਤੀ ਹੇਠਲਾ ਪਾਣੀ ਖ਼ਤਰਨਾਕ ਪੱਧਰ ਤੱਕ ਥੱਲੇ ਜਾ ਚੁੱਕਾ ਹੈ। ਉਨ੍ਹਾਂ ਕਿਹਾ ਕਿ ਪਾਣੀਆਂ ਦੀ ਮੁੜ ਨਿਰਧਾਰਨ ਲਈ ਨਵਾਂ ਟ੍ਰਿਬਿਊਨਲ ਬਣਾਇਆ ਜਾਣਾ ਚਾਹੀਦਾ ਹੈ। ਹਰਿਆਣਾ ਦੇ ਮੁੱਖ ਮੰਤਰੀ ਨੇ ਸੁਪਰੀਮ ਕੋਰਟ ਦੇ ਫ਼ੈਸਲੇ ਨੂੰ ਲਾਗੂ ਕਰਨ ਦੀ ਮੰਗ ਦੁਹਰਾਈ। ਮੀਟਿੰਗ ਬਿਨਾਂ ਕਿਸੇ ਠੋਸ ਨਤੀਜੇ ਦੇ ਖ਼ਤਮ ਹੋਈ ਅਤੇ ਅਗਲੀ ਮੀਟਿੰਗ ਜਲਦ ਕਰਨ ਦਾ ਫ਼ੈਸਲਾ ਕੀਤਾ ਗਿਆ। ਕੇਂਦਰੀ ਜਲ ਸ਼ਕਤੀ ਮੰਤਰੀ ਨੇ ਪੰਜਾਬ ਅਤੇ ਹਰਿਆਣਾ ਦੇ ਮੁੱਖ ਮੰਤਰੀਆਂ ਨਾਲ ਮੀਟਿੰਗ ਕਰਕੇ ਸਤਲੁਜ ਯਮੁਨਾ ਲਿੰਕ ਨਹਿਰ ਦੇ ਮੁੱਦੇ ਉੱਤੇ ਗੱਲਬਾਤ ਕੀਤੀ। ਪੰਜਾਬ ਦੇ ਮੁੱਖ ਮੰਤਰੀ ਨੇ ਸਪੱਸ਼ਟ ਕੀਤਾ ਕਿ ਸੂਬੇ ਕੋਲ ਕਿਸੇ ਹੋਰ ਸੂਬੇ ਨੂੰ ਦੇਣ ਲਈ ਵਾਧੂ ਪਾਣੀ ਨਹੀਂ ਹੈ ਅਤੇ ਧਰਤੀ ਹੇਠਲਾ ਪਾਣੀ ਖ਼ਤਰਨਾਕ ਪੱਧਰ ਤੱਕ ਥੱਲੇ ਜਾ ਚੁੱਕਾ ਹੈ। ਉਨ੍ਹਾਂ ਕਿਹਾ ਕਿ ਪਾਣੀਆਂ ਦੀ ਮੁੜ ਨਿਰਧਾਰਨ ਲਈ ਨਵਾਂ ਟ੍ਰਿਬਿਊਨਲ ਬਣਾਇਆ ਜਾਣਾ ਚਾਹੀਦਾ ਹੈ। ਹਰਿਆਣਾ ਦੇ ਮੁੱਖ ਮੰਤਰੀ ਨੇ ਸੁਪਰੀਮ ਕੋਰਟ ਦੇ ਫ਼ੈਸਲੇ ਨੂੰ ਲਾਗੂ ਕਰਨ ਦੀ ਮੰਗ ਦੁਹਰਾਈ। ਮੀਟਿੰਗ ਬਿਨਾਂ ਕਿਸੇ ਠੋਸ ਨਤੀਜੇ ਦੇ ਖ਼ਤਮ ਹੋਈ ਅਤੇ ਅਗਲੀ ਮੀਟਿੰਗ ਜਲਦ ਕਰਨ ਦਾ ਫ਼ੈਸਲਾ ਕੀਤਾ ਗਿਆ। ● ● ● ਰਾਹੁਲ ਗਾਂਧੀ ਵੱਲੋਂ ਕੇਂਦਰ ... ਲੋਕ ਸਭਾ ਵਿੱਚ ਵਿਰੋਧੀ ਧਿਰ ਦੇ ਆਗੂ ਰਾਹੁਲ ਗਾਂਧੀ ਨੇ ਕੇਂਦਰ ਸਰਕਾਰ ਦੀਆਂ ਆਰਥਿਕ ਨੀਤੀਆਂ ਉੱਤੇ ਸਵਾਲ ਚੁੱਕਦਿਆਂ ਕਿਹਾ ਕਿ ਬੇਰੁਜ਼ਗਾਰੀ ਅਤੇ ਮਹਿੰਗਾਈ ਨੇ ਆਮ ਆਦਮੀ ਦਾ ਜਿਊਣਾ ਮੁਸ਼ਕਲ ਕਰ ਦਿੱਤਾ ਹੈ। ਉਨ੍ਹਾਂ ਕਿਹਾ ਕਿ ਸਰਕਾਰ ਕੁਝ ਚੋਣਵੇਂ ਉਦਯੋਗਪਤੀਆਂ ਦੇ ਹਿੱਤਾਂ ਲਈ ਕੰਮ ਕਰ ਰਹੀ ਹੈ। ਲੋਕ ਸਭਾ ਵਿੱਚ ਵਿਰੋਧੀ ਧਿਰ ਦੇ ਆਗੂ ਰਾਹੁਲ ਗਾਂਧੀ ਨੇ ਕੇਂਦਰ ਸਰਕਾਰ ਦੀਆਂ ਆਰਥਿਕ ਨੀਤੀਆਂ ਉੱਤੇ ਸਵਾਲ ਚੁੱਕਦਿਆਂ ਕਿਹਾ ਕਿ ਬੇਰੁਜ਼ਗਾਰੀ ਅਤੇ ਮਹਿੰਗਾਈ ਨੇ ਆਮ ਆਦਮੀ ਦਾ ਜਿਊਣਾ ਮੁਸ਼ਕਲ ਕਰ ਦਿੱਤਾ ਹੈ। ਉਨ੍ਹਾਂ ਕਿਹਾ ਕਿ ਸਰਕਾਰ ਕੁਝ ਚੋਣਵੇਂ ਉਦਯੋਗਪਤੀਆਂ ਦੇ ਹਿੱਤਾਂ ਲਈ ਕੰਮ ਕਰ ਰਹੀ ਹੈ। ● ● ● ਦੋ ਦਿਨਾਂ ਦੇ ਦੌਰੇ 'ਤੇ ... ਵਿਦੇਸ਼ ਮੰਤਰੀ ਦੋ ਦਿਨਾਂ ਦੇ ਸਰਕਾਰੀ ਦੌਰੇ ਉੱਤੇ ਰਵਾਨਾ ਹੋਏ ਜਿੱਥੇ ਉਹ ਦੁਵੱਲੇ ਸਬੰਧਾਂ, ਵਪਾਰ ਅਤੇ ਰੱਖਿਆ ਸਹਿਯੋਗ ਬਾਰੇ ਉੱਚ ਪੱਧਰੀ ਗੱਲਬਾਤ ਕਰਨਗੇ। ਦੌਰੇ ਦੌਰਾਨ ਕਈ ਸਮਝੌਤਿਆਂ ਉੱਤੇ ਦਸਤਖ਼ਤ ਹੋਣ ਦੀ ਸੰਭਾਵਨਾ ਹੈ ਅਤੇ ਉਹ ਪ੍ਰਵਾਸੀ ਭਾਰਤੀਆਂ ਦੇ ਇਕੱਠ ਨੂੰ ਵੀ ਸੰਬੋਧਨ ਕਰਨਗੇ। ਵਿਦੇਸ਼ ਮੰਤਰੀ ਦੋ ਦਿਨਾਂ ਦੇ ਸਰਕਾਰੀ ਦੌਰੇ ਉੱਤੇ ਰਵਾਨਾ ਹੋਏ ਜਿੱਥੇ ਉਹ ਦੁਵੱਲੇ ਸਬੰਧਾਂ, ਵਪਾਰ ਅਤੇ ਰੱਖਿਆ ਸਹਿਯੋਗ ਬਾਰੇ ਉੱਚ ਪੱਧਰੀ ਗੱਲਬਾਤ ਕਰਨਗੇ। ਦੌਰੇ ਦੌਰਾਨ ਕਈ ਸਮਝੌਤਿਆਂ ਉੱਤੇ ਦਸਤਖ਼ਤ ਹੋਣ ਦੀ ਸੰਭਾਵਨਾ ਹੈ ਅਤੇ ਉਹ ਪ੍ਰਵਾਸੀ ਭਾਰਤੀਆਂ ਦੇ ਇਕੱਠ ਨੂੰ ਵੀ ਸੰਬੋਧਨ ਕਰਨਗੇ। ਵਿਦੇਸ਼ ਮੰਤਰੀ ਦੋ ਦਿਨਾਂ ਦੇ ਸਰਕਾਰੀ ਦੌਰੇ ਉੱਤੇ ਰਵਾਨਾ ਹੋਏ ਜਿੱਥੇ ਉਹ ਦੁਵੱਲੇ ਸਬੰਧਾਂ, ਵਪਾਰ ਅਤੇ ਰੱਖਿਆ ਸਹਿਯੋਗ ਬਾਰੇ ਉੱਚ ਪੱਧਰੀ ਗੱਲਬਾਤ ਕਰਨਗੇ। ਦੌਰੇ ਦੌਰਾਨ ਕਈ ਸਮਝੌਤਿਆਂ ਉੱਤੇ ਦਸਤਖ਼ਤ ਹੋਣ ਦੀ ਸੰਭਾਵਨਾ ਹੈ ਅਤੇ ਉਹ ਪ੍ਰਵਾਸੀ ਭਾਰਤੀਆਂ ਦੇ ਇਕੱਠ ਨੂੰ ਵੀ ਸੰਬੋਧਨ ਕਰਨਗੇ। ● ● ● ਮਜੀਠੀਆ ਦੇ ਵਕੀਲ ਦੀ... ਸਾਬਕਾ ਮੰਤਰੀ ਬਿਕਰਮ ਸਿੰਘ ਮਜੀਠੀਆ ਦੇ ਵਕੀਲ ਨੇ ਅਦਾਲਤ ਵਿੱਚ ਦਲੀਲ ਦਿੱਤੀ ਕਿ ਉਨ੍ਹਾਂ ਦੇ ਮੁਵੱਕਿਲ ਵਿਰੁੱਧ ਦਰਜ ਕੇਸ ਸਿਆਸੀ ਬਦਲਾਖੋਰੀ ਤਹਿਤ ਬਣਾਇਆ ਗਿਆ ਹੈ। ਵਕੀਲ ਨੇ ਕਿਹਾ ਕਿ ਜਾਂਚ ਏਜੰਸੀ ਕੋਲ ਕੋਈ ਠੋਸ ਸਬੂਤ ਨਹੀਂ ਹੈ ਅਤੇ ਪਹਿਲਾਂ ਵੀ ਇਸੇ ਤਰ੍ਹਾਂ ਦੇ ਦੋਸ਼ ਅਦਾਲਤ ਵਿੱਚ ਟਿਕ ਨਹੀਂ ਸਕੇ। ਅਦਾਲਤ ਨੇ ਦੋਵਾਂ ਧਿਰਾਂ ਦੀਆਂ ਦਲੀਲਾਂ ਸੁਣਨ ਮਗਰੋਂ ਅਗਲੀ ਸੁਣਵਾਈ ਦੀ ਤਰੀਕ ਨਿਰਧਾਰਤ ਕਰ ਦਿੱਤੀ ਹੈ। ਇਸ ਦੌਰਾਨ ਅਕਾਲੀ ਦਲ ਦੇ ਵਰਕਰਾਂ ਨੇ ਅਦਾਲਤ ਦੇ ਬਾਹਰ ਇਕੱਠ ਕਰਕੇ ਸਰਕਾਰ ਵਿਰੁੱਧ ਨਾਅਰੇਬਾਜ਼ੀ ਕੀਤੀ ਅਤੇ ਕਿਹਾ ਕਿ ਉਹ ਕਾਨੂੰਨੀ ਲੜਾਈ ਲੜਨਗੇ। ਵਕੀਲ ਨੇ ਇਹ ਵੀ ਦੱਸਿਆ ਕਿ ਜ਼ਮਾਨਤ ਦੀ ਅਰਜ਼ੀ ਉੱਤੇ ਜਲਦ ਸੁਣਵਾਈ ਲਈ ਉੱਚ ਅਦਾਲਤ ਦਾ ਰੁਖ਼ ਕੀਤਾ ਜਾਵੇਗਾ। ਸਾਬਕਾ ਮੰਤਰੀ ਬਿਕਰਮ ਸਿੰਘ ਮਜੀਠੀਆ ਦੇ ਵਕੀਲ ਨੇ ਅਦਾਲਤ ਵਿੱਚ ਦਲੀਲ ਦਿੱਤੀ ਕਿ ਉਨ੍ਹਾਂ ਦੇ ਮੁਵੱਕਿਲ ਵਿਰੁੱਧ ਦਰਜ ਕੇਸ ਸਿਆਸੀ ਬਦਲਾਖੋਰੀ ਤਹਿਤ ਬਣਾਇਆ ਗਿਆ ਹੈ। ਵਕੀਲ ਨੇ ਕਿਹਾ ਕਿ ਜਾਂਚ ਏਜੰਸੀ ਕੋਲ ਕੋਈ ਠੋਸ ਸਬੂਤ ਨਹੀਂ ਹੈ ਅਤੇ ਪਹਿਲਾਂ ਵੀ ਇਸੇ ਤਰ੍ਹਾਂ ਦੇ ਦੋਸ਼ ਅਦਾਲਤ ਵਿੱਚ ਟਿਕ ਨਹੀਂ ਸਕੇ। ਅਦਾਲਤ ਨੇ ਦੋਵਾਂ ਧਿਰਾਂ ਦੀਆਂ ਦਲੀਲਾਂ ਸੁਣਨ ਮਗਰੋਂ ਅਗਲੀ ਸੁਣਵਾਈ ਦੀ ਤਰੀਕ ਨਿਰਧਾਰਤ ਕਰ ਦਿੱਤੀ ਹੈ। ਇਸ ਦੌਰਾਨ ਅਕਾਲੀ ਦਲ ਦੇ ਵਰਕਰਾਂ ਨੇ ਅਦਾਲਤ ਦੇ ਬਾਹਰ ਇਕੱਠ ਕਰਕੇ ਸਰਕਾਰ ਵਿਰੁੱਧ ਨਾਅਰੇਬਾਜ਼ੀ ਕੀਤੀ ਅਤੇ ਕਿਹਾ ਕਿ ਉਹ ਕਾਨੂੰਨੀ ਲੜਾਈ ਲੜਨਗੇ। ਵਕੀਲ ਨੇ ਇਹ ਵੀ ਦੱਸਿਆ ਕਿ ਜ਼ਮਾਨਤ ਦੀ ਅਰਜ਼ੀ ਉੱਤੇ ਜਲਦ ਸੁਣਵਾਈ ਲਈ ਉੱਚ ਅਦਾਲਤ ਦਾ ਰੁਖ਼ ਕੀਤਾ ਜਾਵੇਗਾ। ● ● ● ਹਿਮਾਚਲ 'ਚ ਮੀਂਹ ਤੇ ... ਹਿਮਾਚਲ ਪ੍ਰਦੇਸ਼ ਵਿੱਚ ਭਾਰੀ ਮੀਂਹ ਕਾਰਨ ਕਈ ਥਾਵਾਂ ਉੱਤੇ ਜ਼ਮੀਨ ਖਿਸਕਣ ਦੀਆਂ ਘਟਨਾਵਾਂ ਵਾਪਰੀਆਂ ਹਨ ਅਤੇ ਕਈ ਸੜਕਾਂ ਆਵਾਜਾਈ ਲਈ ਬੰਦ ਹੋ ਗਈਆਂ ਹਨ। ਮੌਸਮ ਵਿਭਾਗ ਨੇ ਅਗਲੇ 72 ਘੰਟਿਆਂ ਲਈ ਭਾਰੀ ਮੀਂਹ ਦੀ ਚਿਤਾਵਨੀ ਜਾਰੀ ਕੀਤੀ ਹੈ। ਪ੍ਰਸ਼ਾਸਨ ਨੇ ਸੈਲਾਨੀਆਂ ਨੂੰ ਨਦੀਆਂ ਨਾਲਿਆਂ ਤੋਂ ਦੂਰ ਰਹਿਣ ਦੀ ਅਪੀਲ ਕੀਤੀ ਹੈ। ਹਿਮਾਚਲ ਪ੍ਰਦੇਸ਼ ਵਿੱਚ ਭਾਰੀ ਮੀਂਹ ਕਾਰਨ ਕਈ ਥਾਵਾਂ ਉੱਤੇ ਜ਼ਮੀਨ ਖਿਸਕਣ ਦੀਆਂ ਘਟਨਾਵਾਂ ਵਾਪਰੀਆਂ ਹਨ ਅਤੇ ਕਈ ਸੜਕਾਂ ਆਵਾਜਾਈ ਲਈ ਬੰਦ ਹੋ ਗਈਆਂ ਹਨ। ਮੌਸਮ ਵਿਭਾਗ ਨੇ ਅਗਲੇ 72 ਘੰਟਿਆਂ ਲਈ ਭਾਰੀ ਮੀਂਹ ਦੀ ਚਿਤਾਵਨੀ ਜਾਰੀ ਕੀਤੀ ਹੈ। ਪ੍ਰਸ਼ਾਸਨ ਨੇ ਸੈਲਾਨੀਆਂ ਨੂੰ ਨਦੀਆਂ ਨਾਲਿਆਂ ਤੋਂ ਦੂਰ ਰਹਿਣ ਦੀ ਅਪੀਲ ਕੀਤੀ ਹੈ। (747, 58, 1111, 2352)
logo-word-pehredar: ਪਹਿਰੇਦਾਰ (155, 2, 295, 47)
article-poverty (1122, 189, 1505, 519)
headline: ਸਾਬਕਾ ਐਮ. ਪੀ. ਰਾਜਦੇਵ ... (1194, 1104, 1432, 1129)
article-body: ਉਨ੍ਹਾਂ ਕਿਹਾ ਕਿ ਦੇਸ਼ ਵਿੱਚ ਗਰੀਬ ਅਤੇ ਅਮੀਰ ਵਿਚਕਾਰ ਪਾੜਾ ਲਗਾਤਾਰ ਵਧ ਰਿਹਾ ਹੈ। ਸਰਕਾਰੀ ਅੰਕੜਿਆਂ ਅਨੁਸਾਰ ਵੱਡੀ ਗਿਣਤੀ ਲੋਕ ਮੁਫ਼ਤ ਰਾਸ਼ਨ ਉੱਤੇ ਨਿਰਭਰ ਹਨ, ਜੋ ਇਹ ਦਰਸਾਉਂਦਾ ਹੈ ਕਿ ਆਰਥਿਕ ਵਿਕਾਸ ਦਾ ਲਾਭ ਆਮ ਲੋਕਾਂ ਤੱਕ ਨਹੀਂ ਪਹੁੰਚ ਰਿਹਾ। ਮਾਹਿਰਾਂ ਨੇ ਕਿਹਾ ਕਿ ਰੁਜ਼ਗਾਰ ਦੇ ਨਵੇਂ ਮੌਕੇ ਪੈਦਾ ਕੀਤੇ ਬਿਨਾਂ ਗਰੀਬੀ ਘਟਾਉਣਾ ਸੰਭਵ ਨਹੀਂ ਹੈ ਅਤੇ ਸਿੱਖਿਆ ਤੇ ਸਿਹਤ ਉੱਤੇ ਖ਼ਰਚਾ ਵਧਾਉਣਾ ਜ਼ਰੂਰੀ ਹੈ। ਉਨ੍ਹਾਂ ਕਿਹਾ ਕਿ ਦੇਸ਼ ਵਿੱਚ ਗਰੀਬ ਅਤੇ ਅਮੀਰ ਵਿਚਕਾਰ ਪਾੜਾ ਲਗਾਤਾਰ ਵਧ ਰਿਹਾ ਹੈ। ਸਰਕਾਰੀ ਅੰਕੜਿਆਂ ਅਨੁਸਾਰ ਵੱਡੀ ਗਿਣਤੀ ਲੋਕ ਮੁਫ਼ਤ ਰਾਸ਼ਨ ਉੱਤੇ ਨਿਰਭਰ ਹਨ, ਜੋ ਇਹ ਦਰਸਾਉਂਦਾ ਹੈ ਕਿ ਆਰਥਿਕ ਵਿਕਾਸ ਦਾ ਲਾਭ ਆਮ ਲੋਕਾਂ ਤੱਕ ਨਹੀਂ ਪਹੁੰਚ ਰਿਹਾ। ਮਾਹਿਰਾਂ ਨੇ ਕਿਹਾ ਕਿ ਰੁਜ਼ਗਾਰ ਦੇ ਨਵੇਂ ਮੌਕੇ ਪੈਦਾ ਕੀਤੇ ਬਿਨਾਂ ਗਰੀਬੀ ਘਟਾਉਣਾ ਸੰਭਵ ਨਹੀਂ ਹੈ ਅਤੇ ਸਿੱਖਿਆ ਤੇ ਸਿਹਤ ਉੱਤੇ ਖ਼ਰਚਾ ਵਧਾਉਣਾ ਜ਼ਰੂਰੀ ਹੈ। (1122, 220, 1505, 383)
article-body: ਪੰਥਕ ਮਾਮਲਿਆਂ ਨਾਲ ਸਬੰਧਤ ਕਾਰਵਾਈ ਬਾਰੇ ਜਾਣਕਾਰੀ ਦਿੰਦਿਆਂ ਦੱਸਿਆ ਗਿਆ ਕਿ ਪੰਜ ਸਿੰਘ ਸਾਹਿਬਾਨ ਦੀ ਇਕੱਤਰਤਾ ਵਿੱਚ ਵੱਖ ਵੱਖ ਸ਼ਿਕਾਇਤਾਂ ਉੱਤੇ ਵਿਚਾਰ ਕੀਤਾ ਗਿਆ ਅਤੇ ਕੁਝ ਵਿਅਕਤੀਆਂ ਨੂੰ ਤਨਖਾਹੀਆ ਕਰਾਰ ਦਿੱਤਾ ਗਿਆ। ਉਨ੍ਹਾਂ ਨੂੰ ਸ੍ਰੀ ਅਕਾਲ ਤਖ਼ਤ ਸਾਹਿਬ ਵਿਖੇ ਪੇਸ਼ ਹੋਣ ਤੱਕ ਕਿਸੇ ਵੀ ਧਾਰਮਿਕ ਸਮਾਗਮ ਵਿੱਚ ਸ਼ਮੂਲੀਅਤ ਨਾ ਕਰਨ ਦਾ ਆਦੇਸ਼ ਦਿੱਤਾ ਗਿਆ ਹੈ। ਪੰਥਕ ਮਾਮਲਿਆਂ ਨਾਲ ਸਬੰਧਤ ਕਾਰਵਾਈ ਬਾਰੇ ਜਾਣਕਾਰੀ ਦਿੰਦਿਆਂ ਦੱਸਿਆ ਗਿਆ ਕਿ ਪੰਜ ਸਿੰਘ ਸਾਹਿਬਾਨ ਦੀ ਇਕੱਤਰਤਾ ਵਿੱਚ ਵੱਖ ਵੱਖ ਸ਼ਿਕਾਇਤਾਂ ਉੱਤੇ ਵਿਚਾਰ ਕੀਤਾ ਗਿਆ ਅਤੇ ਕੁਝ ਵਿਅਕਤੀਆਂ ਨੂੰ ਤਨਖਾਹੀਆ ਕਰਾਰ ਦਿੱਤਾ ਗਿਆ। ਉਨ੍ਹਾਂ ਨੂੰ ਸ੍ਰੀ ਅਕਾਲ ਤਖ਼ਤ ਸਾਹਿਬ ਵਿਖੇ ਪੇਸ਼ ਹੋਣ ਤੱਕ ਕਿਸੇ ਵੀ ਧਾਰਮਿਕ ਸਮਾਗਮ ਵਿੱਚ ਸ਼ਮੂਲੀਅਤ ਨਾ ਕਰਨ ਦਾ ਆਦੇਸ਼ ਦਿੱਤਾ ਗਿਆ ਹੈ। ਪੰਥਕ ਮਾਮਲਿਆਂ ਨਾਲ ਸਬੰਧਤ ਕਾਰਵਾਈ ਬਾਰੇ ਜਾਣਕਾਰੀ ਦਿੰਦਿਆਂ ਦੱਸਿਆ ਗਿਆ ਕਿ ਪੰਜ ਸਿੰਘ ਸਾਹਿਬਾਨ ਦੀ ਇਕੱਤਰਤਾ ਵਿੱਚ ਵੱਖ ਵੱਖ ਸ਼ਿਕਾਇਤਾਂ ਉੱਤੇ ਵਿਚਾਰ ਕੀਤਾ ਗਿਆ ਅਤੇ ਕੁਝ ਵਿਅਕਤੀਆਂ ਨੂੰ ਤਨਖਾਹੀਆ ਕਰਾਰ ਦਿੱਤਾ ਗਿਆ। ਉਨ੍ਹਾਂ ਨੂੰ ਸ੍ਰੀ ਅਕਾਲ ਤਖ਼ਤ ਸਾਹਿਬ ਵਿਖੇ ਪੇਸ਼ ਹੋਣ ਤੱਕ ਕਿਸੇ ਵੀ ਧਾਰਮਿਕ ਸਮਾਗਮ ਵਿੱਚ ਸ਼ਮੂਲੀਅਤ ਨਾ ਕਰਨ ਦਾ ਆਦੇਸ਼ ਦਿੱਤਾ ਗਿਆ ਹੈ। (389, 1526, 736, 1773)
headline: ਜੇਕਰ ਪੰਜਾਬ ਸਰਕਾਰ ਬੇਅਦਬੀ ਦੇ ਦੋਸ਼ੀਆਂ ਨੂੰ ਸਜ਼ਾ ਦੇਣ ਲਈ ਕੋਈ ਸਖ਼ਤ ਕਾਨੂੰਨ ਪਾਸ ਕਰਦੀ ਹੈ ਤਾਂ ਅਸੀਂ ਇਸ ਫੈਸਲੇ ਦਾ ਸਵਾਗਤ ਕਰਾਂਗੇ-ਜਥੇਦਾਰ ਚੀਮਾ (8, 1155, 368, 1219)
article-two-day-visit (747, 1175, 1111, 1523)
article-body: ਪਿੰਡ ਚੰਨਣਕੇ ਵਿਖੇ ਸਮੂਹ ਨਗਰ ਨਿਵਾਸੀਆਂ ਦੇ ਸਹਿਯੋਗ ਨਾਲ ਧਾਰਮਿਕ ਸਮਾਗਮ ਕਰਵਾਇਆ ਗਿਆ ਅਤੇ ਨੌਜਵਾਨਾਂ ਨੂੰ ਨਸ਼ਿਆਂ ਤੋਂ ਦੂਰ ਰਹਿਣ ਦੀ ਪ੍ਰੇਰਨਾ ਦਿੱਤੀ ਗਈ। ਪਿੰਡ ਚੰਨਣਕੇ ਵਿਖੇ ਸਮੂਹ ਨਗਰ ਨਿਵਾਸੀਆਂ ਦੇ ਸਹਿਯੋਗ ਨਾਲ ਧਾਰਮਿਕ ਸਮਾਗਮ ਕਰਵਾਇਆ ਗਿਆ ਅਤੇ ਨੌਜਵਾਨਾਂ ਨੂੰ ਨਸ਼ਿਆਂ ਤੋਂ ਦੂਰ ਰਹਿਣ ਦੀ ਪ੍ਰੇਰਨਾ ਦਿੱਤੀ ਗਈ। (1122, 983, 1505, 1048)
article-rahul-gandhi (747, 902, 1111, 1155)
logo-tagline: ਪੰਥ ਦਾ ਅਖ਼ਬਾਰ (302, 6, 349, 15)
article-trade-continued (747, 58, 1111, 500)
headline: ਹੁਕਮਨਾਮਿਆਂ ਦਾ ਰੌਲ਼ਾ ... (1210, 1565, 1417, 1590)
newspaper-logo (11, 3, 348, 47)
article-body: ਜਥੇਦਾਰ ਦੇ ਤੌਰ 'ਤੇ ਲਏ ਫ਼ੈਸਲਿਆਂ ਅਤੇ ਜਾਰੀ ਹੁਕਮਨਾਮਿਆਂ ਨੂੰ ਲੈ ਕੇ ਪੰਥਕ ਹਲਕਿਆਂ ਵਿੱਚ ਵਿਵਾਦ ਲਗਾਤਾਰ ਜਾਰੀ ਹੈ। ਵਿਦਵਾਨਾਂ ਨੇ ਕਿਹਾ ਕਿ ਹੁਕਮਨਾਮੇ ਗੁਰਮਤਿ ਸਿਧਾਂਤਾਂ ਅਨੁਸਾਰ ਹੀ ਜਾਰੀ ਹੋਣੇ ਚਾਹੀਦੇ ਹਨ। ਜਥੇਦਾਰ ਦੇ ਤੌਰ 'ਤੇ ਲਏ ਫ਼ੈਸਲਿਆਂ ਅਤੇ ਜਾਰੀ ਹੁਕਮਨਾਮਿਆਂ ਨੂੰ ਲੈ ਕੇ ਪੰਥਕ ਹਲਕਿਆਂ ਵਿੱਚ ਵਿਵਾਦ ਲਗਾਤਾਰ ਜਾਰੀ ਹੈ। ਵਿਦਵਾਨਾਂ ਨੇ ਕਿਹਾ ਕਿ ਹੁਕਮਨਾਮੇ ਗੁਰਮਤਿ ਸਿਧਾਂਤਾਂ ਅਨੁਸਾਰ ਹੀ ਜਾਰੀ ਹੋਣੇ ਚਾਹੀਦੇ ਹਨ। (1122, 1596, 1505, 1694)
column-rule (383, 58, 384, 2352)
child-sculpture-photo (227, 1672, 378, 1830)
article-hukamnama-controversy (1122, 1565, 1505, 1728)
logo-word-da: ਦਾ (128, 17, 147, 33)
article-body: ਉਨ੍ਹਾਂ ਕਿਹਾ ਕਿ ਸ੍ਰੀ ਗੁਰੂ ਗ੍ਰੰਥ ਸਾਹਿਬ ਜੀ ਦੀ ਬੇਅਦਬੀ ਦੀਆਂ ਘਟਨਾਵਾਂ ਨੇ ਸਮੁੱਚੀ ਸਿੱਖ ਕੌਮ ਦੇ ਹਿਰਦੇ ਵਲੂੰਧਰੇ ਹਨ ਅਤੇ ਅੱਜ ਤੱਕ ਅਸਲ ਦੋਸ਼ੀਆਂ ਨੂੰ ਸਜ਼ਾਵਾਂ ਨਹੀਂ ਮਿਲੀਆਂ। ਸਾਲ 2015 ਤੋਂ ਬਾਅਦ ਵਾਪਰੀਆਂ ਘਟਨਾਵਾਂ ਦੀਆਂ ਜਾਂਚਾਂ ਕਈ ਵਾਰ ਹੋਈਆਂ ਪਰ ਇਨਸਾਫ਼ ਅਜੇ ਵੀ ਅਧੂਰਾ ਹੈ। ਉਨ੍ਹਾਂ ਕਿਹਾ ਕਿ ਕਾਨੂੰਨ ਬਣਾਉਣ ਦੇ ਨਾਲ ਨਾਲ ਇਸ ਨੂੰ ਸਖ਼ਤੀ ਨਾਲ ਲਾਗੂ ਕਰਨਾ ਵੀ ਸਰਕਾਰ ਦੀ ਜ਼ਿੰਮੇਵਾਰੀ ਹੈ। ਉਨ੍ਹਾਂ ਮੰਗ ਕੀਤੀ ਕਿ ਬਿੱਲ ਦਾ ਖਰੜਾ ਤਿਆਰ ਕਰਨ ਸਮੇਂ ਪੰਥਕ ਜਥੇਬੰਦੀਆਂ ਅਤੇ ਵਿਦਵਾਨਾਂ ਦੀ ਰਾਏ ਵੀ ਲਈ ਜਾਵੇ ਤਾਂ ਜੋ ਇਹ ਕਾਨੂੰਨ ਸਿਰਫ਼ ਰਾਜਨੀਤਿਕ ਐਲਾਨ ਬਣ ਕੇ ਨਾ ਰਹਿ ਜਾਵੇ। ਉਨ੍ਹਾਂ ਕਿਹਾ ਕਿ ਲੋਕ ਹੁਣ ਠੋਸ ਕਾਰਵਾਈ ਚਾਹੁੰਦੇ ਹਨ ਅਤੇ ਸਰਕਾਰ ਨੂੰ ਆਪਣੇ ਵਾਅਦੇ ਪੂਰੇ ਕਰਨੇ ਚਾਹੀਦੇ ਹਨ। (8, 1360, 378, 1486)
page-number: 7 (1446, 2, 1506, 49)
